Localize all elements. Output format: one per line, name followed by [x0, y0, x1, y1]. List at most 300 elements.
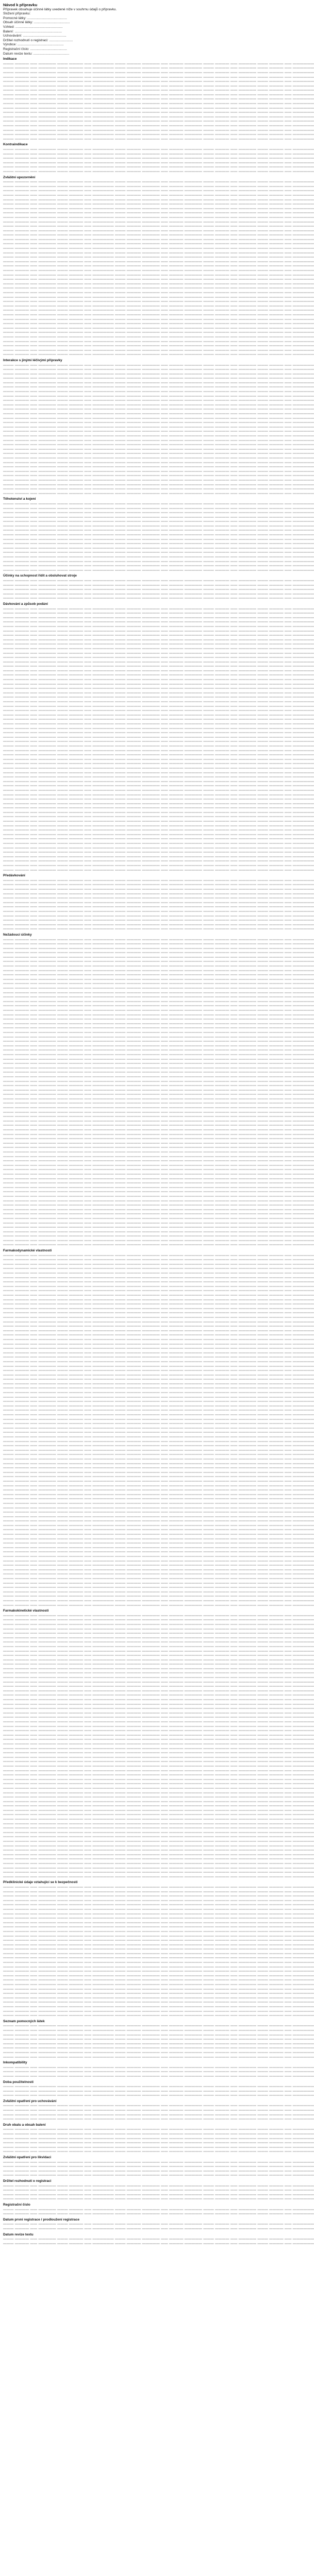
section-text-line: ▬▬▬ ▬▬▬▬ ▬▬ ▬▬▬▬▬ ▬▬▬ ▬▬▬▬ ▬▬ ▬▬▬▬▬▬ ▬▬▬ ▬▬▬▬ ▬▬▬▬▬ ▬▬ ▬▬▬▬ ▬▬▬▬▬ ▬▬▬ ▬▬▬▬ ▬▬ ▬▬▬▬▬ ▬▬▬ ▬▬▬▬ ▬▬ ▬▬▬▬▬▬ — [3, 66, 314, 70]
section-text-line: ▬▬▬ ▬▬▬▬ ▬▬ ▬▬▬▬▬ ▬▬▬ ▬▬▬▬ ▬▬ ▬▬▬▬▬▬ ▬▬▬ ▬▬▬▬ ▬▬▬▬▬ ▬▬ ▬▬▬▬ ▬▬▬▬▬ ▬▬▬ ▬▬▬▬ ▬▬ ▬▬▬▬▬ ▬▬▬ ▬▬▬▬ ▬▬ ▬▬▬▬▬▬ — [3, 713, 314, 717]
section-text-line: ▬▬▬ ▬▬▬▬ ▬▬ ▬▬▬▬▬ ▬▬▬ ▬▬▬▬ ▬▬ ▬▬▬▬▬▬ ▬▬▬ ▬▬▬▬ ▬▬▬▬▬ ▬▬ ▬▬▬▬ ▬▬▬▬▬ ▬▬▬ ▬▬▬▬ ▬▬ ▬▬▬▬▬ ▬▬▬ ▬▬▬▬ ▬▬ ▬▬▬▬▬▬ — [3, 1969, 314, 1973]
composition-line: Pomocné látky: .......................................... — [3, 16, 67, 20]
section-heading: Nežádoucí účinky — [3, 933, 32, 937]
section-text-line: ▬▬▬ ▬▬▬▬ ▬▬ ▬▬▬▬▬ ▬▬▬ ▬▬▬▬ ▬▬ ▬▬▬▬▬▬ ▬▬▬ ▬▬▬▬ ▬▬▬▬▬ ▬▬ ▬▬▬▬ ▬▬▬▬▬ ▬▬▬ ▬▬▬▬ ▬▬ ▬▬▬▬▬ ▬▬▬ ▬▬▬▬ ▬▬ ▬▬▬▬▬▬ — [3, 2084, 314, 2089]
section-text-line: ▬▬▬ ▬▬▬▬ ▬▬ ▬▬▬▬▬ ▬▬▬ ▬▬▬▬ ▬▬ ▬▬▬▬▬▬ ▬▬▬ ▬▬▬▬ ▬▬▬▬▬ ▬▬ ▬▬▬▬ ▬▬▬▬▬ ▬▬▬ ▬▬▬▬ ▬▬ ▬▬▬▬▬ ▬▬▬ ▬▬▬▬ ▬▬ ▬▬▬▬▬▬ — [3, 1421, 314, 1426]
intro-line: Přípravek obsahuje účinné látky uvedené níže v souhrnu údajů o přípravku. — [3, 7, 117, 11]
document-section — [3, 175, 314, 357]
section-text-line: ▬▬▬ ▬▬▬▬ ▬▬ ▬▬▬▬▬ ▬▬▬ ▬▬▬▬ ▬▬ ▬▬▬▬▬▬ ▬▬▬ ▬▬▬▬ ▬▬▬▬▬ ▬▬ ▬▬▬▬ ▬▬▬▬▬ ▬▬▬ ▬▬▬▬ ▬▬ ▬▬▬▬▬ ▬▬▬ ▬▬▬▬ ▬▬ ▬▬▬▬▬▬ — [3, 1768, 314, 1772]
section-text-line: ▬▬▬ ▬▬▬▬ ▬▬ ▬▬▬▬▬ ▬▬▬ ▬▬▬▬ ▬▬ ▬▬▬▬▬▬ ▬▬▬ ▬▬▬▬ ▬▬▬▬▬ ▬▬ ▬▬▬▬ ▬▬▬▬▬ ▬▬▬ ▬▬▬▬ ▬▬ ▬▬▬▬▬ ▬▬▬ ▬▬▬▬ ▬▬ ▬▬▬▬▬▬ — [3, 2183, 314, 2188]
section-text-line: ▬▬▬ ▬▬▬▬ ▬▬ ▬▬▬▬▬ ▬▬▬ ▬▬▬▬ ▬▬ ▬▬▬▬▬▬ ▬▬▬ ▬▬▬▬ ▬▬▬▬▬ ▬▬ ▬▬▬▬ ▬▬▬▬▬ ▬▬▬ ▬▬▬▬ ▬▬ ▬▬▬▬▬ ▬▬▬ ▬▬▬▬ ▬▬ ▬▬▬▬▬▬ — [3, 156, 314, 160]
section-text-line: ▬▬▬ ▬▬▬▬ ▬▬ ▬▬▬▬▬ ▬▬▬ ▬▬▬▬ ▬▬ ▬▬▬▬▬▬ ▬▬▬ ▬▬▬▬ ▬▬▬▬▬ ▬▬ ▬▬▬▬ ▬▬▬▬▬ ▬▬▬ ▬▬▬▬ ▬▬ ▬▬▬▬▬ ▬▬▬ ▬▬▬▬ ▬▬ ▬▬▬▬▬▬ — [3, 591, 314, 596]
section-text-line: ▬▬▬ ▬▬▬▬ ▬▬ ▬▬▬▬▬ ▬▬▬ ▬▬▬▬ ▬▬ ▬▬▬▬▬▬ ▬▬▬ ▬▬▬▬ ▬▬▬▬▬ ▬▬ ▬▬▬▬ ▬▬▬▬▬ ▬▬▬ ▬▬▬▬ ▬▬ ▬▬▬▬▬ ▬▬▬ ▬▬▬▬ ▬▬ ▬▬▬▬▬▬ — [3, 1364, 314, 1368]
section-text-line: ▬▬▬ ▬▬▬▬ ▬▬ ▬▬▬▬▬ ▬▬▬ ▬▬▬▬ ▬▬ ▬▬▬▬▬▬ ▬▬▬ ▬▬▬▬ ▬▬▬▬▬ ▬▬ ▬▬▬▬ ▬▬▬▬▬ ▬▬▬ ▬▬▬▬ ▬▬ ▬▬▬▬▬ ▬▬▬ ▬▬▬▬ ▬▬ ▬▬▬▬▬▬ — [3, 1759, 314, 1764]
section-heading: Druh obalu a obsah balení — [3, 2123, 46, 2127]
section-text-line: ▬▬▬ ▬▬▬▬ ▬▬ ▬▬▬▬▬ ▬▬▬ ▬▬▬▬ ▬▬ ▬▬▬▬▬▬ ▬▬▬ ▬▬▬▬ ▬▬▬▬▬ ▬▬ ▬▬▬▬ ▬▬▬▬▬ ▬▬▬ ▬▬▬▬ ▬▬ ▬▬▬▬▬ ▬▬▬ ▬▬▬▬ ▬▬ ▬▬▬▬▬▬ — [3, 184, 314, 188]
section-text-line: ▬▬▬ ▬▬▬▬ ▬▬ ▬▬▬▬▬ ▬▬▬ ▬▬▬▬ ▬▬ ▬▬▬▬▬▬ ▬▬▬ ▬▬▬▬ ▬▬▬▬▬ ▬▬ ▬▬▬▬ ▬▬▬▬▬ ▬▬▬ ▬▬▬▬ ▬▬ ▬▬▬▬▬ ▬▬▬ ▬▬▬▬ ▬▬ ▬▬▬▬▬▬ — [3, 169, 314, 173]
section-text-line: ▬▬▬ ▬▬▬▬ ▬▬ ▬▬▬▬▬ ▬▬▬ ▬▬▬▬ ▬▬ ▬▬▬▬▬▬ ▬▬▬ ▬▬▬▬ ▬▬▬▬▬ ▬▬ ▬▬▬▬ ▬▬▬▬▬ ▬▬▬ ▬▬▬▬ ▬▬ ▬▬▬▬▬ ▬▬▬ ▬▬▬▬ ▬▬ ▬▬▬▬▬▬ — [3, 1688, 314, 1692]
section-text-line: ▬▬▬ ▬▬▬▬ ▬▬ ▬▬▬▬▬ ▬▬▬ ▬▬▬▬ ▬▬ ▬▬▬▬▬▬ ▬▬▬ ▬▬▬▬ ▬▬▬▬▬ ▬▬ ▬▬▬▬ ▬▬▬▬▬ ▬▬▬ ▬▬▬▬ ▬▬ ▬▬▬▬▬ ▬▬▬ ▬▬▬▬ ▬▬ ▬▬▬▬▬▬ — [3, 779, 314, 783]
section-text-line: ▬▬▬ ▬▬▬▬ ▬▬ ▬▬▬▬▬ ▬▬▬ ▬▬▬▬ ▬▬ ▬▬▬▬▬▬ ▬▬▬ ▬▬▬▬ ▬▬▬▬▬ ▬▬ ▬▬▬▬ ▬▬▬▬▬ ▬▬▬ ▬▬▬▬ ▬▬ ▬▬▬▬▬ ▬▬▬ ▬▬▬▬ ▬▬ ▬▬▬▬▬▬ — [3, 1505, 314, 1510]
section-text-line: ▬▬▬ ▬▬▬▬ ▬▬ ▬▬▬▬▬ ▬▬▬ ▬▬▬▬ ▬▬ ▬▬▬▬▬▬ ▬▬▬ ▬▬▬▬ ▬▬▬▬▬ ▬▬ ▬▬▬▬ ▬▬▬▬▬ ▬▬▬ ▬▬▬▬ ▬▬ ▬▬▬▬▬ ▬▬▬ ▬▬▬▬ ▬▬ ▬▬▬▬▬▬ — [3, 1004, 314, 1008]
section-text-line: ▬▬▬ ▬▬▬▬ ▬▬ ▬▬▬▬▬ ▬▬▬ ▬▬▬▬ ▬▬ ▬▬▬▬▬▬ ▬▬▬ ▬▬▬▬ ▬▬▬▬▬ ▬▬ ▬▬▬▬ ▬▬▬▬▬ ▬▬▬ ▬▬▬▬ ▬▬ ▬▬▬▬▬ ▬▬▬ ▬▬▬▬ ▬▬ ▬▬▬▬▬▬ — [3, 1439, 314, 1443]
document-section — [3, 2123, 314, 2154]
section-text-line: ▬▬▬ ▬▬▬▬ ▬▬ ▬▬▬▬▬ ▬▬▬ ▬▬▬▬ ▬▬ ▬▬▬▬▬▬ ▬▬▬ ▬▬▬▬ ▬▬▬▬▬ ▬▬ ▬▬▬▬ ▬▬▬▬▬ ▬▬▬ ▬▬▬▬ ▬▬ ▬▬▬▬▬ ▬▬▬ ▬▬▬▬ ▬▬ ▬▬▬▬▬▬ — [3, 1470, 314, 1474]
section-text-line: ▬▬▬ ▬▬▬▬ ▬▬ ▬▬▬▬▬ ▬▬▬ ▬▬▬▬ ▬▬ ▬▬▬▬▬▬ ▬▬▬ ▬▬▬▬ ▬▬▬▬▬ ▬▬ ▬▬▬▬ ▬▬▬▬▬ ▬▬▬ ▬▬▬▬ ▬▬ ▬▬▬▬▬ ▬▬▬ ▬▬▬▬ ▬▬ ▬▬▬▬▬▬ — [3, 2009, 314, 2013]
section-text-line: ▬▬▬ ▬▬▬▬ ▬▬ ▬▬▬▬▬ ▬▬▬ ▬▬▬▬ ▬▬ ▬▬▬▬▬▬ ▬▬▬ ▬▬▬▬ ▬▬▬▬▬ ▬▬ ▬▬▬▬ ▬▬▬▬▬ ▬▬▬ ▬▬▬▬ ▬▬ ▬▬▬▬▬ ▬▬▬ ▬▬▬▬ ▬▬ ▬▬▬▬▬▬ — [3, 624, 314, 628]
section-text-line: ▬▬▬ ▬▬▬▬ ▬▬ ▬▬▬▬▬ ▬▬▬ ▬▬▬▬ ▬▬ ▬▬▬▬▬▬ ▬▬▬ ▬▬▬▬ ▬▬▬▬▬ ▬▬ ▬▬▬▬ ▬▬▬▬▬ ▬▬▬ ▬▬▬▬ ▬▬ ▬▬▬▬▬ ▬▬▬ ▬▬▬▬ ▬▬ ▬▬▬▬▬▬ — [3, 1528, 314, 1532]
section-text-line: ▬▬▬ ▬▬▬▬ ▬▬ ▬▬▬▬▬ ▬▬▬ ▬▬▬▬ ▬▬ ▬▬▬▬▬▬ ▬▬▬ ▬▬▬▬ ▬▬▬▬▬ ▬▬ ▬▬▬▬ ▬▬▬▬▬ ▬▬▬ ▬▬▬▬ ▬▬ ▬▬▬▬▬ ▬▬▬ ▬▬▬▬ ▬▬ ▬▬▬▬▬▬ — [3, 523, 314, 528]
section-text-line: ▬▬▬ ▬▬▬▬ ▬▬ ▬▬▬▬▬ ▬▬▬ ▬▬▬▬ ▬▬ ▬▬▬▬▬▬ ▬▬▬ ▬▬▬▬ ▬▬▬▬▬ ▬▬ ▬▬▬▬ ▬▬▬▬▬ ▬▬▬ ▬▬▬▬ ▬▬ ▬▬▬▬▬ ▬▬▬ ▬▬▬▬ ▬▬ ▬▬▬▬▬▬ — [3, 1510, 314, 1514]
section-text-line: ▬▬▬ ▬▬▬▬ ▬▬ ▬▬▬▬▬ ▬▬▬ ▬▬▬▬ ▬▬ ▬▬▬▬▬▬ ▬▬▬ ▬▬▬▬ ▬▬▬▬▬ ▬▬ ▬▬▬▬ ▬▬▬▬▬ ▬▬▬ ▬▬▬▬ ▬▬ ▬▬▬▬▬ ▬▬▬ ▬▬▬▬ ▬▬ ▬▬▬▬▬▬ — [3, 473, 314, 478]
section-text-line: ▬▬▬ ▬▬▬▬ ▬▬ ▬▬▬▬▬ ▬▬▬ ▬▬▬▬ ▬▬ ▬▬▬▬▬▬ ▬▬▬ ▬▬▬▬ ▬▬▬▬▬ ▬▬ ▬▬▬▬ ▬▬▬▬▬ ▬▬▬ ▬▬▬▬ ▬▬ ▬▬▬▬▬ ▬▬▬ ▬▬▬▬ ▬▬ ▬▬▬▬▬▬ — [3, 1234, 314, 1238]
section-text-line: ▬▬▬ ▬▬▬▬ ▬▬ ▬▬▬▬▬ ▬▬▬ ▬▬▬▬ ▬▬ ▬▬▬▬▬▬ ▬▬▬ ▬▬▬▬ ▬▬▬▬▬ ▬▬ ▬▬▬▬ ▬▬▬▬▬ ▬▬▬ ▬▬▬▬ ▬▬ ▬▬▬▬▬ ▬▬▬ ▬▬▬▬ ▬▬ ▬▬▬▬▬▬ — [3, 731, 314, 735]
section-text-line: ▬▬▬ ▬▬▬▬ ▬▬ ▬▬▬▬▬ ▬▬▬ ▬▬▬▬ ▬▬ ▬▬▬▬▬▬ ▬▬▬ ▬▬▬▬ ▬▬▬▬▬ ▬▬ ▬▬▬▬ ▬▬▬▬▬ ▬▬▬ ▬▬▬▬ ▬▬ ▬▬▬▬▬ ▬▬▬ ▬▬▬▬ ▬▬ ▬▬▬▬▬▬ — [3, 1198, 314, 1202]
section-text-line: ▬▬▬ ▬▬▬▬ ▬▬ ▬▬▬▬▬ ▬▬▬ ▬▬▬▬ ▬▬ ▬▬▬▬▬▬ ▬▬▬ ▬▬▬▬ ▬▬▬▬▬ ▬▬ ▬▬▬▬ ▬▬▬▬▬ ▬▬▬ ▬▬▬▬ ▬▬ ▬▬▬▬▬ ▬▬▬ ▬▬▬▬ ▬▬ ▬▬▬▬▬▬ — [3, 352, 314, 357]
section-text-line: ▬▬▬ ▬▬▬▬ ▬▬ ▬▬▬▬▬ ▬▬▬ ▬▬▬▬ ▬▬ ▬▬▬▬▬▬ ▬▬▬ ▬▬▬▬ ▬▬▬▬▬ ▬▬ ▬▬▬▬ ▬▬▬▬▬ ▬▬▬ ▬▬▬▬ ▬▬ ▬▬▬▬▬ ▬▬▬ ▬▬▬▬ ▬▬ ▬▬▬▬▬▬ — [3, 905, 314, 909]
section-text-line: ▬▬▬ ▬▬▬▬ ▬▬ ▬▬▬▬▬ ▬▬▬ ▬▬▬▬ ▬▬ ▬▬▬▬▬▬ ▬▬▬ ▬▬▬▬ ▬▬▬▬▬ ▬▬ ▬▬▬▬ ▬▬▬▬▬ ▬▬▬ ▬▬▬▬ ▬▬ ▬▬▬▬▬ ▬▬▬ ▬▬▬▬ ▬▬ ▬▬▬▬▬▬ — [3, 1536, 314, 1540]
section-text-line: ▬▬▬ ▬▬▬▬ ▬▬ ▬▬▬▬▬ ▬▬▬ ▬▬▬▬ ▬▬ ▬▬▬▬▬▬ ▬▬▬ ▬▬▬▬ ▬▬▬▬▬ ▬▬ ▬▬▬▬ ▬▬▬▬▬ ▬▬▬ ▬▬▬▬ ▬▬ ▬▬▬▬▬ ▬▬▬ ▬▬▬▬ ▬▬ ▬▬▬▬▬▬ — [3, 2241, 314, 2245]
composition-line: Obsah účinné látky: ...................................... — [3, 21, 70, 25]
section-text-line: ▬▬▬ ▬▬▬▬ ▬▬ ▬▬▬▬▬ ▬▬▬ ▬▬▬▬ ▬▬ ▬▬▬▬▬▬ ▬▬▬ ▬▬▬▬ ▬▬▬▬▬ ▬▬ ▬▬▬▬ ▬▬▬▬▬ ▬▬▬ ▬▬▬▬ ▬▬ ▬▬▬▬▬ ▬▬▬ ▬▬▬▬ ▬▬ ▬▬▬▬▬▬ — [3, 579, 314, 582]
section-text-line: ▬▬▬ ▬▬▬▬ ▬▬ ▬▬▬▬▬ ▬▬▬ ▬▬▬▬ ▬▬ ▬▬▬▬▬▬ ▬▬▬ ▬▬▬▬ ▬▬▬▬▬ ▬▬ ▬▬▬▬ ▬▬▬▬▬ ▬▬▬ ▬▬▬▬ ▬▬ ▬▬▬▬▬ ▬▬▬ ▬▬▬▬ ▬▬ ▬▬▬▬▬▬ — [3, 299, 314, 303]
section-text-line: ▬▬▬ ▬▬▬▬ ▬▬ ▬▬▬▬▬ ▬▬▬ ▬▬▬▬ ▬▬ ▬▬▬▬▬▬ ▬▬▬ ▬▬▬▬ ▬▬▬▬▬ ▬▬ ▬▬▬▬ ▬▬▬▬▬ ▬▬▬ ▬▬▬▬ ▬▬ ▬▬▬▬▬ ▬▬▬ ▬▬▬▬ ▬▬ ▬▬▬▬▬▬ — [3, 2197, 314, 2201]
section-text-line: ▬▬▬ ▬▬▬▬ ▬▬ ▬▬▬▬▬ ▬▬▬ ▬▬▬▬ ▬▬ ▬▬▬▬▬▬ ▬▬▬ ▬▬▬▬ ▬▬▬▬▬ ▬▬ ▬▬▬▬ ▬▬▬▬▬ ▬▬▬ ▬▬▬▬ ▬▬ ▬▬▬▬▬ ▬▬▬ ▬▬▬▬ ▬▬ ▬▬▬▬▬▬ — [3, 2074, 314, 2078]
section-text-line: ▬▬▬ ▬▬▬▬ ▬▬ ▬▬▬▬▬ ▬▬▬ ▬▬▬▬ ▬▬ ▬▬▬▬▬▬ ▬▬▬ ▬▬▬▬ ▬▬▬▬▬ ▬▬ ▬▬▬▬ ▬▬▬▬▬ ▬▬▬ ▬▬▬▬ ▬▬ ▬▬▬▬▬ ▬▬▬ ▬▬▬▬ ▬▬ ▬▬▬▬▬▬ — [3, 1585, 314, 1589]
section-text-line: ▬▬▬ ▬▬▬▬ ▬▬ ▬▬▬▬▬ ▬▬▬ ▬▬▬▬ ▬▬ ▬▬▬▬▬▬ ▬▬▬ ▬▬▬▬ ▬▬▬▬▬ ▬▬ ▬▬▬▬ ▬▬▬▬▬ ▬▬▬ ▬▬▬▬ ▬▬ ▬▬▬▬▬ ▬▬▬ ▬▬▬▬ ▬▬ ▬▬▬▬▬▬ — [3, 1786, 314, 1790]
section-text-line: ▬▬▬ ▬▬▬▬ ▬▬ ▬▬▬▬▬ ▬▬▬ ▬▬▬▬ ▬▬ ▬▬▬▬▬▬ ▬▬▬ ▬▬▬▬ ▬▬▬▬▬ ▬▬ ▬▬▬▬ ▬▬▬▬▬ ▬▬▬ ▬▬▬▬ ▬▬ ▬▬▬▬▬ ▬▬▬ ▬▬▬▬ ▬▬ ▬▬▬▬▬▬ — [3, 1644, 314, 1648]
section-text-line: ▬▬▬ ▬▬▬▬ ▬▬ ▬▬▬▬▬ ▬▬▬ ▬▬▬▬ ▬▬ ▬▬▬▬▬▬ ▬▬▬ ▬▬▬▬ ▬▬▬▬▬ ▬▬ ▬▬▬▬ ▬▬▬▬▬ ▬▬▬ ▬▬▬▬ ▬▬ ▬▬▬▬▬ ▬▬▬ ▬▬▬▬ ▬▬ ▬▬▬▬▬▬ — [3, 1821, 314, 1825]
section-heading: Datum první registrace / prodloužení registrace — [3, 2217, 80, 2222]
section-text-line: ▬▬▬ ▬▬▬▬ ▬▬ ▬▬▬▬▬ ▬▬▬ ▬▬▬▬ ▬▬ ▬▬▬▬▬▬ ▬▬▬ ▬▬▬▬ ▬▬▬▬▬ ▬▬ ▬▬▬▬ ▬▬▬▬▬ ▬▬▬ ▬▬▬▬ ▬▬ ▬▬▬▬▬ ▬▬▬ ▬▬▬▬ ▬▬ ▬▬▬▬▬▬ — [3, 568, 314, 572]
section-text-line: ▬▬▬ ▬▬▬▬ ▬▬ ▬▬▬▬▬ ▬▬▬ ▬▬▬▬ ▬▬ ▬▬▬▬▬▬ ▬▬▬ ▬▬▬▬ ▬▬▬▬▬ ▬▬ ▬▬▬▬ ▬▬▬▬▬ ▬▬▬ ▬▬▬▬ ▬▬ ▬▬▬▬▬ ▬▬▬ ▬▬▬▬ ▬▬ ▬▬▬▬▬▬ — [3, 1934, 314, 1938]
section-text-line: ▬▬▬ ▬▬▬▬ ▬▬ ▬▬▬▬▬ ▬▬▬ ▬▬▬▬ ▬▬ ▬▬▬▬▬▬ ▬▬▬ ▬▬▬▬ ▬▬▬▬▬ ▬▬ ▬▬▬▬ ▬▬▬▬▬ ▬▬▬ ▬▬▬▬ ▬▬ ▬▬▬▬▬ ▬▬▬ ▬▬▬▬ ▬▬ ▬▬▬▬▬▬ — [3, 2050, 314, 2054]
section-text-line: ▬▬▬ ▬▬▬▬ ▬▬ ▬▬▬▬▬ ▬▬▬ ▬▬▬▬ ▬▬ ▬▬▬▬▬▬ ▬▬▬ ▬▬▬▬ ▬▬▬▬▬ ▬▬ ▬▬▬▬ ▬▬▬▬▬ ▬▬▬ ▬▬▬▬ ▬▬ ▬▬▬▬▬ ▬▬▬ ▬▬▬▬ ▬▬ ▬▬▬▬▬▬ — [3, 2013, 314, 2018]
section-text-line: ▬▬▬ ▬▬▬▬ ▬▬ ▬▬▬▬▬ ▬▬▬ ▬▬▬▬ ▬▬ ▬▬▬▬▬▬ ▬▬▬ ▬▬▬▬ ▬▬▬▬▬ ▬▬ ▬▬▬▬ ▬▬▬▬▬ ▬▬▬ ▬▬▬▬ ▬▬ ▬▬▬▬▬ ▬▬▬ ▬▬▬▬ ▬▬ ▬▬▬▬▬▬ — [3, 1653, 314, 1657]
section-text-line: ▬▬▬ ▬▬▬▬ ▬▬ ▬▬▬▬▬ ▬▬▬ ▬▬▬▬ ▬▬ ▬▬▬▬▬▬ ▬▬▬ ▬▬▬▬ ▬▬▬▬▬ ▬▬ ▬▬▬▬ ▬▬▬▬▬ ▬▬▬ ▬▬▬▬ ▬▬ ▬▬▬▬▬ ▬▬▬ ▬▬▬▬ ▬▬ ▬▬▬▬▬▬ — [3, 110, 314, 114]
section-text-line: ▬▬▬ ▬▬▬▬ ▬▬ ▬▬▬▬▬ ▬▬▬ ▬▬▬▬ ▬▬ ▬▬▬▬▬▬ ▬▬▬ ▬▬▬▬ ▬▬▬▬▬ ▬▬ ▬▬▬▬ ▬▬▬▬▬ ▬▬▬ ▬▬▬▬ ▬▬ ▬▬▬▬▬ ▬▬▬ ▬▬▬▬ ▬▬ ▬▬▬▬▬▬ — [3, 92, 314, 96]
section-text-line: ▬▬▬ ▬▬▬▬ ▬▬ ▬▬▬▬▬ ▬▬▬ ▬▬▬▬ ▬▬ ▬▬▬▬▬▬ ▬▬▬ ▬▬▬▬ ▬▬▬▬▬ ▬▬ ▬▬▬▬ ▬▬▬▬▬ ▬▬▬ ▬▬▬▬ ▬▬ ▬▬▬▬▬ ▬▬▬ ▬▬▬▬ ▬▬ ▬▬▬▬▬▬ — [3, 2112, 314, 2116]
section-text-line: ▬▬▬ ▬▬▬▬ ▬▬ ▬▬▬▬▬ ▬▬▬ ▬▬▬▬ ▬▬ ▬▬▬▬▬▬ ▬▬▬ ▬▬▬▬ ▬▬▬▬▬ ▬▬ ▬▬▬▬ ▬▬▬▬▬ ▬▬▬ ▬▬▬▬ ▬▬ ▬▬▬▬▬ ▬▬▬ ▬▬▬▬ ▬▬ ▬▬▬▬▬▬ — [3, 959, 314, 963]
section-text-line: ▬▬▬ ▬▬▬▬ ▬▬ ▬▬▬▬▬ ▬▬▬ ▬▬▬▬ ▬▬ ▬▬▬▬▬▬ ▬▬▬ ▬▬▬▬ ▬▬▬▬▬ ▬▬ ▬▬▬▬ ▬▬▬▬▬ ▬▬▬ ▬▬▬▬ ▬▬ ▬▬▬▬▬ ▬▬▬ ▬▬▬▬ ▬▬ ▬▬▬▬▬▬ — [3, 1554, 314, 1558]
section-text-line: ▬▬▬ ▬▬▬▬ ▬▬ ▬▬▬▬▬ ▬▬▬ ▬▬▬▬ ▬▬ ▬▬▬▬▬▬ ▬▬▬ ▬▬▬▬ ▬▬▬▬▬ ▬▬ ▬▬▬▬ ▬▬▬▬▬ ▬▬▬ ▬▬▬▬ ▬▬ ▬▬▬▬▬ ▬▬▬ ▬▬▬▬ ▬▬ ▬▬▬▬▬▬ — [3, 1874, 314, 1878]
section-text-line: ▬▬▬ ▬▬▬▬ ▬▬ ▬▬▬▬▬ ▬▬▬ ▬▬▬▬ ▬▬ ▬▬▬▬▬▬ ▬▬▬ ▬▬▬▬ ▬▬▬▬▬ ▬▬ ▬▬▬▬ ▬▬▬▬▬ ▬▬▬ ▬▬▬▬ ▬▬ ▬▬▬▬▬ ▬▬▬ ▬▬▬▬ ▬▬ ▬▬▬▬▬▬ — [3, 202, 314, 206]
section-text-line: ▬▬▬ ▬▬▬▬ ▬▬ ▬▬▬▬▬ ▬▬▬ ▬▬▬▬ ▬▬ ▬▬▬▬▬▬ ▬▬▬ ▬▬▬▬ ▬▬▬▬▬ ▬▬ ▬▬▬▬ ▬▬▬▬▬ ▬▬▬ ▬▬▬▬ ▬▬ ▬▬▬▬▬ ▬▬▬ ▬▬▬▬ ▬▬ ▬▬▬▬▬▬ — [3, 986, 314, 990]
section-text-line: ▬▬▬ ▬▬▬▬ ▬▬ ▬▬▬▬▬ ▬▬▬ ▬▬▬▬ ▬▬ ▬▬▬▬▬▬ ▬▬▬ ▬▬▬▬ ▬▬▬▬▬ ▬▬ ▬▬▬▬ ▬▬▬▬▬ ▬▬▬ ▬▬▬▬ ▬▬ ▬▬▬▬▬ ▬▬▬ ▬▬▬▬ ▬▬ ▬▬▬▬▬▬ — [3, 1083, 314, 1088]
section-text-line: ▬▬▬ ▬▬▬▬ ▬▬ ▬▬▬▬▬ ▬▬▬ ▬▬▬▬ ▬▬ ▬▬▬▬▬▬ ▬▬▬ ▬▬▬▬ ▬▬▬▬▬ ▬▬ ▬▬▬▬ ▬▬▬▬▬ ▬▬▬ ▬▬▬▬ ▬▬ ▬▬▬▬▬ ▬▬▬ ▬▬▬▬ ▬▬ ▬▬▬▬▬▬ — [3, 801, 314, 805]
section-text-line: ▬▬▬ ▬▬▬▬ ▬▬ ▬▬▬▬▬ ▬▬▬ ▬▬▬▬ ▬▬ ▬▬▬▬▬▬ ▬▬▬ ▬▬▬▬ ▬▬▬▬▬ ▬▬ ▬▬▬▬ ▬▬▬▬▬ ▬▬▬ ▬▬▬▬ ▬▬ ▬▬▬▬▬ ▬▬▬ ▬▬▬▬ ▬▬ ▬▬▬▬▬▬ — [3, 1706, 314, 1710]
section-text-line: ▬▬▬ ▬▬▬▬ ▬▬ ▬▬▬▬▬ ▬▬▬ ▬▬▬▬ ▬▬ ▬▬▬▬▬▬ ▬▬▬ ▬▬▬▬ ▬▬▬▬▬ ▬▬ ▬▬▬▬ ▬▬▬▬▬ ▬▬▬ ▬▬▬▬ ▬▬ ▬▬▬▬▬ ▬▬▬ ▬▬▬▬ ▬▬ ▬▬▬▬▬▬ — [3, 1381, 314, 1385]
section-text-line: ▬▬▬ ▬▬▬▬ ▬▬ ▬▬▬▬▬ ▬▬▬ ▬▬▬▬ ▬▬ ▬▬▬▬▬▬ ▬▬▬ ▬▬▬▬ ▬▬▬▬▬ ▬▬ ▬▬▬▬ ▬▬▬▬▬ ▬▬▬ ▬▬▬▬ ▬▬ ▬▬▬▬▬ ▬▬▬ ▬▬▬▬ ▬▬ ▬▬▬▬▬▬ — [3, 743, 314, 748]
section-text-line: ▬▬▬ ▬▬▬▬ ▬▬ ▬▬▬▬▬ ▬▬▬ ▬▬▬▬ ▬▬ ▬▬▬▬▬▬ ▬▬▬ ▬▬▬▬ ▬▬▬▬▬ ▬▬ ▬▬▬▬ ▬▬▬▬▬ ▬▬▬ ▬▬▬▬ ▬▬ ▬▬▬▬▬ ▬▬▬ ▬▬▬▬ ▬▬ ▬▬▬▬▬▬ — [3, 1319, 314, 1324]
section-text-line: ▬▬▬ ▬▬▬▬ ▬▬ ▬▬▬▬▬ ▬▬▬ ▬▬▬▬ ▬▬ ▬▬▬▬▬▬ ▬▬▬ ▬▬▬▬ ▬▬▬▬▬ ▬▬ ▬▬▬▬ ▬▬▬▬▬ ▬▬▬ ▬▬▬▬ ▬▬ ▬▬▬▬▬ ▬▬▬ ▬▬▬▬ ▬▬ ▬▬▬▬▬▬ — [3, 268, 314, 273]
section-text-line: ▬▬▬ ▬▬▬▬ ▬▬ ▬▬▬▬▬ ▬▬▬ ▬▬▬▬ ▬▬ ▬▬▬▬▬▬ ▬▬▬ ▬▬▬▬ ▬▬▬▬▬ ▬▬ ▬▬▬▬ ▬▬▬▬▬ ▬▬▬ ▬▬▬▬ ▬▬ ▬▬▬▬▬ ▬▬▬ ▬▬▬▬ ▬▬ ▬▬▬▬▬▬ — [3, 1452, 314, 1456]
section-text-line: ▬▬▬ ▬▬▬▬ ▬▬ ▬▬▬▬▬ ▬▬▬ ▬▬▬▬ ▬▬ ▬▬▬▬▬▬ ▬▬▬ ▬▬▬▬ ▬▬▬▬▬ ▬▬ ▬▬▬▬ ▬▬▬▬▬ ▬▬▬ ▬▬▬▬ ▬▬ ▬▬▬▬▬ ▬▬▬ ▬▬▬▬ ▬▬ ▬▬▬▬▬▬ — [3, 770, 314, 774]
section-text-line: ▬▬▬ ▬▬▬▬ ▬▬ ▬▬▬▬▬ ▬▬▬ ▬▬▬▬ ▬▬ ▬▬▬▬▬▬ ▬▬▬ ▬▬▬▬ ▬▬▬▬▬ ▬▬ ▬▬▬▬ ▬▬▬▬▬ ▬▬▬ ▬▬▬▬ ▬▬ ▬▬▬▬▬ ▬▬▬ ▬▬▬▬ ▬▬ ▬▬▬▬▬▬ — [3, 1795, 314, 1799]
section-text-line: ▬▬▬ ▬▬▬▬ ▬▬ ▬▬▬▬▬ ▬▬▬ ▬▬▬▬ ▬▬ ▬▬▬▬▬▬ ▬▬▬ ▬▬▬▬ ▬▬▬▬▬ ▬▬ ▬▬▬▬ ▬▬▬▬▬ ▬▬▬ ▬▬▬▬ ▬▬ ▬▬▬▬▬ ▬▬▬ ▬▬▬▬ ▬▬ ▬▬▬▬▬▬ — [3, 1733, 314, 1737]
section-text-line: ▬▬▬ ▬▬▬▬ ▬▬ ▬▬▬▬▬ ▬▬▬ ▬▬▬▬ ▬▬ ▬▬▬▬▬▬ ▬▬▬ ▬▬▬▬ ▬▬▬▬▬ ▬▬ ▬▬▬▬ ▬▬▬▬▬ ▬▬▬ ▬▬▬▬ ▬▬ ▬▬▬▬▬ ▬▬▬ ▬▬▬▬ ▬▬ ▬▬▬▬▬▬ — [3, 2005, 314, 2008]
section-text-line: ▬▬▬ ▬▬▬▬ ▬▬ ▬▬▬▬▬ ▬▬▬ ▬▬▬▬ ▬▬ ▬▬▬▬▬▬ ▬▬▬ ▬▬▬▬ ▬▬▬▬▬ ▬▬ ▬▬▬▬ ▬▬▬▬▬ ▬▬▬ ▬▬▬▬ ▬▬ ▬▬▬▬▬ ▬▬▬ ▬▬▬▬ ▬▬ ▬▬▬▬▬▬ — [3, 1306, 314, 1310]
section-text-line: ▬▬▬ ▬▬▬▬ ▬▬ ▬▬▬▬▬ ▬▬▬ ▬▬▬▬ ▬▬ ▬▬▬▬▬▬ ▬▬▬ ▬▬▬▬ ▬▬▬▬▬ ▬▬ ▬▬▬▬ ▬▬▬▬▬ ▬▬▬ ▬▬▬▬ ▬▬ ▬▬▬▬▬ ▬▬▬ ▬▬▬▬ ▬▬ ▬▬▬▬▬▬ — [3, 1483, 314, 1487]
section-text-line: ▬▬▬ ▬▬▬▬ ▬▬ ▬▬▬▬▬ ▬▬▬ ▬▬▬▬ ▬▬ ▬▬▬▬▬▬ ▬▬▬ ▬▬▬▬ ▬▬▬▬▬ ▬▬ ▬▬▬▬ ▬▬▬▬▬ ▬▬▬ ▬▬▬▬ ▬▬ ▬▬▬▬▬ ▬▬▬ ▬▬▬▬ ▬▬ ▬▬▬▬▬▬ — [3, 1671, 314, 1675]
section-text-line: ▬▬▬ ▬▬▬▬ ▬▬ ▬▬▬▬▬ ▬▬▬ ▬▬▬▬ ▬▬ ▬▬▬▬▬▬ ▬▬▬ ▬▬▬▬ ▬▬▬▬▬ ▬▬ ▬▬▬▬ ▬▬▬▬▬ ▬▬▬ ▬▬▬▬ ▬▬ ▬▬▬▬▬ ▬▬▬ ▬▬▬▬ ▬▬ ▬▬▬▬▬▬ — [3, 981, 314, 986]
section-text-line: ▬▬▬ ▬▬▬▬ ▬▬ ▬▬▬▬▬ ▬▬▬ ▬▬▬▬ ▬▬ ▬▬▬▬▬▬ ▬▬▬ ▬▬▬▬ ▬▬▬▬▬ ▬▬ ▬▬▬▬ ▬▬▬▬▬ ▬▬▬ ▬▬▬▬ ▬▬ ▬▬▬▬▬ ▬▬▬ ▬▬▬▬ ▬▬ ▬▬▬▬▬▬ — [3, 668, 314, 672]
section-text-line: ▬▬▬ ▬▬▬▬ ▬▬ ▬▬▬▬▬ ▬▬▬ ▬▬▬▬ ▬▬ ▬▬▬▬▬▬ ▬▬▬ ▬▬▬▬ ▬▬▬▬▬ ▬▬ ▬▬▬▬ ▬▬▬▬▬ ▬▬▬ ▬▬▬▬ ▬▬ ▬▬▬▬▬ ▬▬▬ ▬▬▬▬ ▬▬ ▬▬▬▬▬▬ — [3, 255, 314, 259]
section-heading: Těhotenství a kojení — [3, 497, 36, 501]
section-text-line: ▬▬▬ ▬▬▬▬ ▬▬ ▬▬▬▬▬ ▬▬▬ ▬▬▬▬ ▬▬ ▬▬▬▬▬▬ ▬▬▬ ▬▬▬▬ ▬▬▬▬▬ ▬▬ ▬▬▬▬ ▬▬▬▬▬ ▬▬▬ ▬▬▬▬ ▬▬ ▬▬▬▬▬ ▬▬▬ ▬▬▬▬ ▬▬ ▬▬▬▬▬▬ — [3, 1342, 314, 1346]
section-text-line: ▬▬▬ ▬▬▬▬ ▬▬ ▬▬▬▬▬ ▬▬▬ ▬▬▬▬ ▬▬ ▬▬▬▬▬▬ ▬▬▬ ▬▬▬▬ ▬▬▬▬▬ ▬▬ ▬▬▬▬ ▬▬▬▬▬ ▬▬▬ ▬▬▬▬ ▬▬ ▬▬▬▬▬ ▬▬▬ ▬▬▬▬ ▬▬ ▬▬▬▬▬▬ — [3, 460, 314, 464]
section-text-line: ▬▬▬ ▬▬▬▬ ▬▬ ▬▬▬▬▬ ▬▬▬ ▬▬▬▬ ▬▬ ▬▬▬▬▬▬ ▬▬▬ ▬▬▬▬ ▬▬▬▬▬ ▬▬ ▬▬▬▬ ▬▬▬▬▬ ▬▬▬ ▬▬▬▬ ▬▬ ▬▬▬▬▬ ▬▬▬ ▬▬▬▬ ▬▬ ▬▬▬▬▬▬ — [3, 841, 314, 845]
section-text-line: ▬▬▬ ▬▬▬▬ ▬▬ ▬▬▬▬▬ ▬▬▬ ▬▬▬▬ ▬▬ ▬▬▬▬▬▬ ▬▬▬ ▬▬▬▬ ▬▬▬▬▬ ▬▬ ▬▬▬▬ ▬▬▬▬▬ ▬▬▬ ▬▬▬▬ ▬▬ ▬▬▬▬▬ ▬▬▬ ▬▬▬▬ ▬▬ ▬▬▬▬▬▬ — [3, 398, 314, 402]
section-text-line: ▬▬▬ ▬▬▬▬ ▬▬ ▬▬▬▬▬ ▬▬▬ ▬▬▬▬ ▬▬ ▬▬▬▬▬▬ ▬▬▬ ▬▬▬▬ ▬▬▬▬▬ ▬▬ ▬▬▬▬ ▬▬▬▬▬ ▬▬▬ ▬▬▬▬ ▬▬ ▬▬▬▬▬ ▬▬▬ ▬▬▬▬ ▬▬ ▬▬▬▬▬▬ — [3, 1461, 314, 1465]
section-text-line: ▬▬▬ ▬▬▬▬ ▬▬ ▬▬▬▬▬ ▬▬▬ ▬▬▬▬ ▬▬ ▬▬▬▬▬▬ ▬▬▬ ▬▬▬▬ ▬▬▬▬▬ ▬▬ ▬▬▬▬ ▬▬▬▬▬ ▬▬▬ ▬▬▬▬ ▬▬ ▬▬▬▬▬ ▬▬▬ ▬▬▬▬ ▬▬ ▬▬▬▬▬▬ — [3, 1488, 314, 1492]
section-text-line: ▬▬▬ ▬▬▬▬ ▬▬ ▬▬▬▬▬ ▬▬▬ ▬▬▬▬ ▬▬ ▬▬▬▬▬▬ ▬▬▬ ▬▬▬▬ ▬▬▬▬▬ ▬▬ ▬▬▬▬ ▬▬▬▬▬ ▬▬▬ ▬▬▬▬ ▬▬ ▬▬▬▬▬ ▬▬▬ ▬▬▬▬ ▬▬ ▬▬▬▬▬▬ — [3, 1430, 314, 1434]
section-text-line: ▬▬▬ ▬▬▬▬ ▬▬ ▬▬▬▬▬ ▬▬▬ ▬▬▬▬ ▬▬ ▬▬▬▬▬▬ ▬▬▬ ▬▬▬▬ ▬▬▬▬▬ ▬▬ ▬▬▬▬ ▬▬▬▬▬ ▬▬▬ ▬▬▬▬ ▬▬ ▬▬▬▬▬ ▬▬▬ ▬▬▬▬ ▬▬ ▬▬▬▬▬▬ — [3, 371, 314, 376]
section-text-line: ▬▬▬ ▬▬▬▬ ▬▬ ▬▬▬▬▬ ▬▬▬ ▬▬▬▬ ▬▬ ▬▬▬▬▬▬ ▬▬▬ ▬▬▬▬ ▬▬▬▬▬ ▬▬ ▬▬▬▬ ▬▬▬▬▬ ▬▬▬ ▬▬▬▬ ▬▬ ▬▬▬▬▬ ▬▬▬ ▬▬▬▬ ▬▬ ▬▬▬▬▬▬ — [3, 344, 314, 348]
section-text-line: ▬▬▬ ▬▬▬▬ ▬▬ ▬▬▬▬▬ ▬▬▬ ▬▬▬▬ ▬▬ ▬▬▬▬▬▬ ▬▬▬ ▬▬▬▬ ▬▬▬▬▬ ▬▬ ▬▬▬▬ ▬▬▬▬▬ ▬▬▬ ▬▬▬▬ ▬▬ ▬▬▬▬▬ ▬▬▬ ▬▬▬▬ ▬▬ ▬▬▬▬▬▬ — [3, 1973, 314, 1977]
section-text-line: ▬▬▬ ▬▬▬▬ ▬▬ ▬▬▬▬▬ ▬▬▬ ▬▬▬▬ ▬▬ ▬▬▬▬▬▬ ▬▬▬ ▬▬▬▬ ▬▬▬▬▬ ▬▬ ▬▬▬▬ ▬▬▬▬▬ ▬▬▬ ▬▬▬▬ ▬▬ ▬▬▬▬▬ ▬▬▬ ▬▬▬▬ ▬▬ ▬▬▬▬▬▬ — [3, 2000, 314, 2004]
section-text-line: ▬▬▬ ▬▬▬▬ ▬▬ ▬▬▬▬▬ ▬▬▬ ▬▬▬▬ ▬▬ ▬▬▬▬▬▬ ▬▬▬ ▬▬▬▬ ▬▬▬▬▬ ▬▬ ▬▬▬▬ ▬▬▬▬▬ ▬▬▬ ▬▬▬▬ ▬▬ ▬▬▬▬▬ ▬▬▬ ▬▬▬▬ ▬▬ ▬▬▬▬▬▬ — [3, 1315, 314, 1319]
section-text-line: ▬▬▬ ▬▬▬▬ ▬▬ ▬▬▬▬▬ ▬▬▬ ▬▬▬▬ ▬▬ ▬▬▬▬▬▬ ▬▬▬ ▬▬▬▬ ▬▬▬▬▬ ▬▬ ▬▬▬▬ ▬▬▬▬▬ ▬▬▬ ▬▬▬▬ ▬▬ ▬▬▬▬▬ ▬▬▬ ▬▬▬▬ ▬▬ ▬▬▬▬▬▬ — [3, 1782, 314, 1786]
section-text-line: ▬▬▬ ▬▬▬▬ ▬▬ ▬▬▬▬▬ ▬▬▬ ▬▬▬▬ ▬▬ ▬▬▬▬▬▬ ▬▬▬ ▬▬▬▬ ▬▬▬▬▬ ▬▬ ▬▬▬▬ ▬▬▬▬▬ ▬▬▬ ▬▬▬▬ ▬▬ ▬▬▬▬▬ ▬▬▬ ▬▬▬▬ ▬▬ ▬▬▬▬▬▬ — [3, 1702, 314, 1706]
section-text-line: ▬▬▬ ▬▬▬▬ ▬▬ ▬▬▬▬▬ ▬▬▬ ▬▬▬▬ ▬▬ ▬▬▬▬▬▬ ▬▬▬ ▬▬▬▬ ▬▬▬▬▬ ▬▬ ▬▬▬▬ ▬▬▬▬▬ ▬▬▬ ▬▬▬▬ ▬▬ ▬▬▬▬▬ ▬▬▬ ▬▬▬▬ ▬▬ ▬▬▬▬▬▬ — [3, 1720, 314, 1723]
section-text-line: ▬▬▬ ▬▬▬▬ ▬▬ ▬▬▬▬▬ ▬▬▬ ▬▬▬▬ ▬▬ ▬▬▬▬▬▬ ▬▬▬ ▬▬▬▬ ▬▬▬▬▬ ▬▬ ▬▬▬▬ ▬▬▬▬▬ ▬▬▬ ▬▬▬▬ ▬▬ ▬▬▬▬▬ ▬▬▬ ▬▬▬▬ ▬▬ ▬▬▬▬▬▬ — [3, 1839, 314, 1843]
section-text-line: ▬▬▬ ▬▬▬▬ ▬▬ ▬▬▬▬▬ ▬▬▬ ▬▬▬▬ ▬▬ ▬▬▬▬▬▬ ▬▬▬ ▬▬▬▬ ▬▬▬▬▬ ▬▬ ▬▬▬▬ ▬▬▬▬▬ ▬▬▬ ▬▬▬▬ ▬▬ ▬▬▬▬▬ ▬▬▬ ▬▬▬▬ ▬▬ ▬▬▬▬▬▬ — [3, 620, 314, 624]
section-text-line: ▬▬▬ ▬▬▬▬ ▬▬ ▬▬▬▬▬ ▬▬▬ ▬▬▬▬ ▬▬ ▬▬▬▬▬▬ ▬▬▬ ▬▬▬▬ ▬▬▬▬▬ ▬▬ ▬▬▬▬ ▬▬▬▬▬ ▬▬▬ ▬▬▬▬ ▬▬ ▬▬▬▬▬ ▬▬▬ ▬▬▬▬ ▬▬ ▬▬▬▬▬▬ — [3, 429, 314, 433]
section-text-line: ▬▬▬ ▬▬▬▬ ▬▬ ▬▬▬▬▬ ▬▬▬ ▬▬▬▬ ▬▬ ▬▬▬▬▬▬ ▬▬▬ ▬▬▬▬ ▬▬▬▬▬ ▬▬ ▬▬▬▬ ▬▬▬▬▬ ▬▬▬ ▬▬▬▬ ▬▬ ▬▬▬▬▬ ▬▬▬ ▬▬▬▬ ▬▬ ▬▬▬▬▬▬ — [3, 286, 314, 290]
section-text-line: ▬▬▬ ▬▬▬▬ ▬▬ ▬▬▬▬▬ ▬▬▬ ▬▬▬▬ ▬▬ ▬▬▬▬▬▬ ▬▬▬ ▬▬▬▬ ▬▬▬▬▬ ▬▬ ▬▬▬▬ ▬▬▬▬▬ ▬▬▬ ▬▬▬▬ ▬▬ ▬▬▬▬▬ ▬▬▬ ▬▬▬▬ ▬▬ ▬▬▬▬▬▬ — [3, 1435, 314, 1438]
section-text-line: ▬▬▬ ▬▬▬▬ ▬▬ ▬▬▬▬▬ ▬▬▬ ▬▬▬▬ ▬▬ ▬▬▬▬▬▬ ▬▬▬ ▬▬▬▬ ▬▬▬▬▬ ▬▬ ▬▬▬▬ ▬▬▬▬▬ ▬▬▬ ▬▬▬▬ ▬▬ ▬▬▬▬▬ ▬▬▬ ▬▬▬▬ ▬▬ ▬▬▬▬▬▬ — [3, 655, 314, 659]
section-text-line: ▬▬▬ ▬▬▬▬ ▬▬ ▬▬▬▬▬ ▬▬▬ ▬▬▬▬ ▬▬ ▬▬▬▬▬▬ ▬▬▬ ▬▬▬▬ ▬▬▬▬▬ ▬▬ ▬▬▬▬ ▬▬▬▬▬ ▬▬▬ ▬▬▬▬ ▬▬ ▬▬▬▬▬ ▬▬▬ ▬▬▬▬ ▬▬ ▬▬▬▬▬▬ — [3, 1631, 314, 1635]
composition-line: Balení: .................................................. — [3, 29, 62, 33]
document-section — [3, 2217, 314, 2231]
section-text-line: ▬▬▬ ▬▬▬▬ ▬▬ ▬▬▬▬▬ ▬▬▬ ▬▬▬▬ ▬▬ ▬▬▬▬▬▬ ▬▬▬ ▬▬▬▬ ▬▬▬▬▬ ▬▬ ▬▬▬▬ ▬▬▬▬▬ ▬▬▬ ▬▬▬▬ ▬▬ ▬▬▬▬▬ ▬▬▬ ▬▬▬▬ ▬▬ ▬▬▬▬▬▬ — [3, 1938, 314, 1942]
section-text-line: ▬▬▬ ▬▬▬▬ ▬▬ ▬▬▬▬▬ ▬▬▬ ▬▬▬▬ ▬▬ ▬▬▬▬▬▬ ▬▬▬ ▬▬▬▬ ▬▬▬▬▬ ▬▬ ▬▬▬▬ ▬▬▬▬▬ ▬▬▬ ▬▬▬▬ ▬▬ ▬▬▬▬▬ ▬▬▬ ▬▬▬▬ ▬▬ ▬▬▬▬▬▬ — [3, 1048, 314, 1052]
section-text-line: ▬▬▬ ▬▬▬▬ ▬▬ ▬▬▬▬▬ ▬▬▬ ▬▬▬▬ ▬▬ ▬▬▬▬▬▬ ▬▬▬ ▬▬▬▬ ▬▬▬▬▬ ▬▬ ▬▬▬▬ ▬▬▬▬▬ ▬▬▬ ▬▬▬▬ ▬▬ ▬▬▬▬▬ ▬▬▬ ▬▬▬▬ ▬▬ ▬▬▬▬▬▬ — [3, 1417, 314, 1421]
section-text-line: ▬▬▬ ▬▬▬▬ ▬▬ ▬▬▬▬▬ ▬▬▬ ▬▬▬▬ ▬▬ ▬▬▬▬▬▬ ▬▬▬ ▬▬▬▬ ▬▬▬▬▬ ▬▬ ▬▬▬▬ ▬▬▬▬▬ ▬▬▬ ▬▬▬▬ ▬▬ ▬▬▬▬▬ ▬▬▬ ▬▬▬▬ ▬▬ ▬▬▬▬▬▬ — [3, 761, 314, 766]
section-text-line: ▬▬▬ ▬▬▬▬ ▬▬ ▬▬▬▬▬ ▬▬▬ ▬▬▬▬ ▬▬ ▬▬▬▬▬▬ ▬▬▬ ▬▬▬▬ ▬▬▬▬▬ ▬▬ ▬▬▬▬ ▬▬▬▬▬ ▬▬▬ ▬▬▬▬ ▬▬ ▬▬▬▬▬ ▬▬▬ ▬▬▬▬ ▬▬ ▬▬▬▬▬▬ — [3, 1386, 314, 1390]
section-text-line: ▬▬▬ ▬▬▬▬ ▬▬ ▬▬▬▬▬ ▬▬▬ ▬▬▬▬ ▬▬ ▬▬▬▬▬▬ ▬▬▬ ▬▬▬▬ ▬▬▬▬▬ ▬▬ ▬▬▬▬ ▬▬▬▬▬ ▬▬▬ ▬▬▬▬ ▬▬ ▬▬▬▬▬ ▬▬▬ ▬▬▬▬ ▬▬ ▬▬▬▬▬▬ — [3, 1145, 314, 1149]
section-text-line: ▬▬▬ ▬▬▬▬ ▬▬ ▬▬▬▬▬ ▬▬▬ ▬▬▬▬ ▬▬ ▬▬▬▬▬▬ ▬▬▬ ▬▬▬▬ ▬▬▬▬▬ ▬▬ ▬▬▬▬ ▬▬▬▬▬ ▬▬▬ ▬▬▬▬ ▬▬ ▬▬▬▬▬ ▬▬▬ ▬▬▬▬ ▬▬ ▬▬▬▬▬▬ — [3, 2032, 314, 2037]
section-text-line: ▬▬▬ ▬▬▬▬ ▬▬ ▬▬▬▬▬ ▬▬▬ ▬▬▬▬ ▬▬ ▬▬▬▬▬▬ ▬▬▬ ▬▬▬▬ ▬▬▬▬▬ ▬▬ ▬▬▬▬ ▬▬▬▬▬ ▬▬▬ ▬▬▬▬ ▬▬ ▬▬▬▬▬ ▬▬▬ ▬▬▬▬ ▬▬ ▬▬▬▬▬▬ — [3, 955, 314, 959]
section-text-line: ▬▬▬ ▬▬▬▬ ▬▬ ▬▬▬▬▬ ▬▬▬ ▬▬▬▬ ▬▬ ▬▬▬▬▬▬ ▬▬▬ ▬▬▬▬ ▬▬▬▬▬ ▬▬ ▬▬▬▬ ▬▬▬▬▬ ▬▬▬ ▬▬▬▬ ▬▬ ▬▬▬▬▬ ▬▬▬ ▬▬▬▬ ▬▬ ▬▬▬▬▬▬ — [3, 891, 314, 895]
section-text-line: ▬▬▬ ▬▬▬▬ ▬▬ ▬▬▬▬▬ ▬▬▬ ▬▬▬▬ ▬▬ ▬▬▬▬▬▬ ▬▬▬ ▬▬▬▬ ▬▬▬▬▬ ▬▬ ▬▬▬▬ ▬▬▬▬▬ ▬▬▬ ▬▬▬▬ ▬▬ ▬▬▬▬▬ ▬▬▬ ▬▬▬▬ ▬▬ ▬▬▬▬▬▬ — [3, 407, 314, 411]
section-text-line: ▬▬▬ ▬▬▬▬ ▬▬ ▬▬▬▬▬ ▬▬▬ ▬▬▬▬ ▬▬ ▬▬▬▬▬▬ ▬▬▬ ▬▬▬▬ ▬▬▬▬▬ ▬▬ ▬▬▬▬ ▬▬▬▬▬ ▬▬▬ ▬▬▬▬ ▬▬ ▬▬▬▬▬ ▬▬▬ ▬▬▬▬ ▬▬ ▬▬▬▬▬▬ — [3, 615, 314, 619]
section-text-line: ▬▬▬ ▬▬▬▬ ▬▬ ▬▬▬▬▬ ▬▬▬ ▬▬▬▬ ▬▬ ▬▬▬▬▬▬ ▬▬▬ ▬▬▬▬ ▬▬▬▬▬ ▬▬ ▬▬▬▬ ▬▬▬▬▬ ▬▬▬ ▬▬▬▬ ▬▬ ▬▬▬▬▬ ▬▬▬ ▬▬▬▬ ▬▬ ▬▬▬▬▬▬ — [3, 1333, 314, 1337]
section-text-line: ▬▬▬ ▬▬▬▬ ▬▬ ▬▬▬▬▬ ▬▬▬ ▬▬▬▬ ▬▬ ▬▬▬▬▬▬ ▬▬▬ ▬▬▬▬ ▬▬▬▬▬ ▬▬ ▬▬▬▬ ▬▬▬▬▬ ▬▬▬ ▬▬▬▬ ▬▬ ▬▬▬▬▬ ▬▬▬ ▬▬▬▬ ▬▬ ▬▬▬▬▬▬ — [3, 1413, 314, 1417]
section-text-line: ▬▬▬ ▬▬▬▬ ▬▬ ▬▬▬▬▬ ▬▬▬ ▬▬▬▬ ▬▬ ▬▬▬▬▬▬ ▬▬▬ ▬▬▬▬ ▬▬▬▬▬ ▬▬ ▬▬▬▬ ▬▬▬▬▬ ▬▬▬ ▬▬▬▬ ▬▬ ▬▬▬▬▬ ▬▬▬ ▬▬▬▬ ▬▬ ▬▬▬▬▬▬ — [3, 1848, 314, 1852]
section-text-line: ▬▬▬ ▬▬▬▬ ▬▬ ▬▬▬▬▬ ▬▬▬ ▬▬▬▬ ▬▬ ▬▬▬▬▬▬ ▬▬▬ ▬▬▬▬ ▬▬▬▬▬ ▬▬ ▬▬▬▬ ▬▬▬▬▬ ▬▬▬ ▬▬▬▬ ▬▬ ▬▬▬▬▬ ▬▬▬ ▬▬▬▬ ▬▬ ▬▬▬▬▬▬ — [3, 528, 314, 532]
section-text-line: ▬▬▬ ▬▬▬▬ ▬▬ ▬▬▬▬▬ ▬▬▬ ▬▬▬▬ ▬▬ ▬▬▬▬▬▬ ▬▬▬ ▬▬▬▬ ▬▬▬▬▬ ▬▬ ▬▬▬▬ ▬▬▬▬▬ ▬▬▬ ▬▬▬▬ ▬▬ ▬▬▬▬▬ ▬▬▬ ▬▬▬▬ ▬▬ ▬▬▬▬▬▬ — [3, 519, 314, 523]
section-text-line: ▬▬▬ ▬▬▬▬ ▬▬ ▬▬▬▬▬ ▬▬▬ ▬▬▬▬ ▬▬ ▬▬▬▬▬▬ ▬▬▬ ▬▬▬▬ ▬▬▬▬▬ ▬▬ ▬▬▬▬ ▬▬▬▬▬ ▬▬▬ ▬▬▬▬ ▬▬ ▬▬▬▬▬ ▬▬▬ ▬▬▬▬ ▬▬ ▬▬▬▬▬▬ — [3, 909, 314, 913]
section-text-line: ▬▬▬ ▬▬▬▬ ▬▬ ▬▬▬▬▬ ▬▬▬ ▬▬▬▬ ▬▬ ▬▬▬▬▬▬ ▬▬▬ ▬▬▬▬ ▬▬▬▬▬ ▬▬ ▬▬▬▬ ▬▬▬▬▬ ▬▬▬ ▬▬▬▬ ▬▬ ▬▬▬▬▬ ▬▬▬ ▬▬▬▬ ▬▬ ▬▬▬▬▬▬ — [3, 246, 314, 250]
section-heading: Inkompatibility — [3, 2061, 27, 2065]
section-text-line: ▬▬▬ ▬▬▬▬ ▬▬ ▬▬▬▬▬ ▬▬▬ ▬▬▬▬ ▬▬ ▬▬▬▬▬▬ ▬▬▬ ▬▬▬▬ ▬▬▬▬▬ ▬▬ ▬▬▬▬ ▬▬▬▬▬ ▬▬▬ ▬▬▬▬ ▬▬ ▬▬▬▬▬ ▬▬▬ ▬▬▬▬ ▬▬ ▬▬▬▬▬▬ — [3, 1456, 314, 1461]
section-text-line: ▬▬▬ ▬▬▬▬ ▬▬ ▬▬▬▬▬ ▬▬▬ ▬▬▬▬ ▬▬ ▬▬▬▬▬▬ ▬▬▬ ▬▬▬▬ ▬▬▬▬▬ ▬▬ ▬▬▬▬ ▬▬▬▬▬ ▬▬▬ ▬▬▬▬ ▬▬ ▬▬▬▬▬ ▬▬▬ ▬▬▬▬ ▬▬ ▬▬▬▬▬▬ — [3, 541, 314, 546]
section-text-line: ▬▬▬ ▬▬▬▬ ▬▬ ▬▬▬▬▬ ▬▬▬ ▬▬▬▬ ▬▬ ▬▬▬▬▬▬ ▬▬▬ ▬▬▬▬ ▬▬▬▬▬ ▬▬ ▬▬▬▬ ▬▬▬▬▬ ▬▬▬ ▬▬▬▬ ▬▬ ▬▬▬▬▬ ▬▬▬ ▬▬▬▬ ▬▬ ▬▬▬▬▬▬ — [3, 1626, 314, 1631]
section-text-line: ▬▬▬ ▬▬▬▬ ▬▬ ▬▬▬▬▬ ▬▬▬ ▬▬▬▬ ▬▬ ▬▬▬▬▬▬ ▬▬▬ ▬▬▬▬ ▬▬▬▬▬ ▬▬ ▬▬▬▬ ▬▬▬▬▬ ▬▬▬ ▬▬▬▬ ▬▬ ▬▬▬▬▬ ▬▬▬ ▬▬▬▬ ▬▬ ▬▬▬▬▬▬ — [3, 845, 314, 850]
section-text-line: ▬▬▬ ▬▬▬▬ ▬▬ ▬▬▬▬▬ ▬▬▬ ▬▬▬▬ ▬▬ ▬▬▬▬▬▬ ▬▬▬ ▬▬▬▬ ▬▬▬▬▬ ▬▬ ▬▬▬▬ ▬▬▬▬▬ ▬▬▬ ▬▬▬▬ ▬▬ ▬▬▬▬▬ ▬▬▬ ▬▬▬▬ ▬▬ ▬▬▬▬▬▬ — [3, 651, 314, 655]
section-text-line: ▬▬▬ ▬▬▬▬ ▬▬ ▬▬▬▬▬ ▬▬▬ ▬▬▬▬ ▬▬ ▬▬▬▬▬▬ ▬▬▬ ▬▬▬▬ ▬▬▬▬▬ ▬▬ ▬▬▬▬ ▬▬▬▬▬ ▬▬▬ ▬▬▬▬ ▬▬ ▬▬▬▬▬ ▬▬▬ ▬▬▬▬ ▬▬ ▬▬▬▬▬▬ — [3, 215, 314, 219]
section-heading: Registrační číslo — [3, 2202, 30, 2207]
section-text-line: ▬▬▬ ▬▬▬▬ ▬▬ ▬▬▬▬▬ ▬▬▬ ▬▬▬▬ ▬▬ ▬▬▬▬▬▬ ▬▬▬ ▬▬▬▬ ▬▬▬▬▬ ▬▬ ▬▬▬▬ ▬▬▬▬▬ ▬▬▬ ▬▬▬▬ ▬▬ ▬▬▬▬▬ ▬▬▬ ▬▬▬▬ ▬▬ ▬▬▬▬▬▬ — [3, 1804, 314, 1808]
section-text-line: ▬▬▬ ▬▬▬▬ ▬▬ ▬▬▬▬▬ ▬▬▬ ▬▬▬▬ ▬▬ ▬▬▬▬▬▬ ▬▬▬ ▬▬▬▬ ▬▬▬▬▬ ▬▬ ▬▬▬▬ ▬▬▬▬▬ ▬▬▬ ▬▬▬▬ ▬▬ ▬▬▬▬▬ ▬▬▬ ▬▬▬▬ ▬▬ ▬▬▬▬▬▬ — [3, 1693, 314, 1697]
section-text-line: ▬▬▬ ▬▬▬▬ ▬▬ ▬▬▬▬▬ ▬▬▬ ▬▬▬▬ ▬▬ ▬▬▬▬▬▬ ▬▬▬ ▬▬▬▬ ▬▬▬▬▬ ▬▬ ▬▬▬▬ ▬▬▬▬▬ ▬▬▬ ▬▬▬▬ ▬▬ ▬▬▬▬▬ ▬▬▬ ▬▬▬▬ ▬▬ ▬▬▬▬▬▬ — [3, 1181, 314, 1185]
section-text-line: ▬▬▬ ▬▬▬▬ ▬▬ ▬▬▬▬▬ ▬▬▬ ▬▬▬▬ ▬▬ ▬▬▬▬▬▬ ▬▬▬ ▬▬▬▬ ▬▬▬▬▬ ▬▬ ▬▬▬▬ ▬▬▬▬▬ ▬▬▬ ▬▬▬▬ ▬▬ ▬▬▬▬▬ ▬▬▬ ▬▬▬▬ ▬▬ ▬▬▬▬▬▬ — [3, 224, 314, 228]
section-text-line: ▬▬▬ ▬▬▬▬ ▬▬ ▬▬▬▬▬ ▬▬▬ ▬▬▬▬ ▬▬ ▬▬▬▬▬▬ ▬▬▬ ▬▬▬▬ ▬▬▬▬▬ ▬▬ ▬▬▬▬ ▬▬▬▬▬ ▬▬▬ ▬▬▬▬ ▬▬ ▬▬▬▬▬ ▬▬▬ ▬▬▬▬ ▬▬ ▬▬▬▬▬▬ — [3, 637, 314, 641]
section-text-line: ▬▬▬ ▬▬▬▬ ▬▬ ▬▬▬▬▬ ▬▬▬ ▬▬▬▬ ▬▬ ▬▬▬▬▬▬ ▬▬▬ ▬▬▬▬ ▬▬▬▬▬ ▬▬ ▬▬▬▬ ▬▬▬▬▬ ▬▬▬ ▬▬▬▬ ▬▬ ▬▬▬▬▬ ▬▬▬ ▬▬▬▬ ▬▬ ▬▬▬▬▬▬ — [3, 1110, 314, 1114]
section-text-line: ▬▬▬ ▬▬▬▬ ▬▬ ▬▬▬▬▬ ▬▬▬ ▬▬▬▬ ▬▬ ▬▬▬▬▬▬ ▬▬▬ ▬▬▬▬ ▬▬▬▬▬ ▬▬ ▬▬▬▬ ▬▬▬▬▬ ▬▬▬ ▬▬▬▬ ▬▬ ▬▬▬▬▬ ▬▬▬ ▬▬▬▬ ▬▬ ▬▬▬▬▬▬ — [3, 1163, 314, 1167]
section-text-line: ▬▬▬ ▬▬▬▬ ▬▬ ▬▬▬▬▬ ▬▬▬ ▬▬▬▬ ▬▬ ▬▬▬▬▬▬ ▬▬▬ ▬▬▬▬ ▬▬▬▬▬ ▬▬ ▬▬▬▬ ▬▬▬▬▬ ▬▬▬ ▬▬▬▬ ▬▬ ▬▬▬▬▬ ▬▬▬ ▬▬▬▬ ▬▬ ▬▬▬▬▬▬ — [3, 425, 314, 429]
document-section — [3, 1249, 314, 1607]
section-text-line: ▬▬▬ ▬▬▬▬ ▬▬ ▬▬▬▬▬ ▬▬▬ ▬▬▬▬ ▬▬ ▬▬▬▬▬▬ ▬▬▬ ▬▬▬▬ ▬▬▬▬▬ ▬▬ ▬▬▬▬ ▬▬▬▬▬ ▬▬▬ ▬▬▬▬ ▬▬ ▬▬▬▬▬ ▬▬▬ ▬▬▬▬ ▬▬ ▬▬▬▬▬▬ — [3, 977, 314, 981]
section-text-line: ▬▬▬ ▬▬▬▬ ▬▬ ▬▬▬▬▬ ▬▬▬ ▬▬▬▬ ▬▬ ▬▬▬▬▬▬ ▬▬▬ ▬▬▬▬ ▬▬▬▬▬ ▬▬ ▬▬▬▬ ▬▬▬▬▬ ▬▬▬ ▬▬▬▬ ▬▬ ▬▬▬▬▬ ▬▬▬ ▬▬▬▬ ▬▬ ▬▬▬▬▬▬ — [3, 1448, 314, 1452]
section-text-line: ▬▬▬ ▬▬▬▬ ▬▬ ▬▬▬▬▬ ▬▬▬ ▬▬▬▬ ▬▬ ▬▬▬▬▬▬ ▬▬▬ ▬▬▬▬ ▬▬▬▬▬ ▬▬ ▬▬▬▬ ▬▬▬▬▬ ▬▬▬ ▬▬▬▬ ▬▬ ▬▬▬▬▬ ▬▬▬ ▬▬▬▬ ▬▬ ▬▬▬▬▬▬ — [3, 2145, 314, 2149]
section-text-line: ▬▬▬ ▬▬▬▬ ▬▬ ▬▬▬▬▬ ▬▬▬ ▬▬▬▬ ▬▬ ▬▬▬▬▬▬ ▬▬▬ ▬▬▬▬ ▬▬▬▬▬ ▬▬ ▬▬▬▬ ▬▬▬▬▬ ▬▬▬ ▬▬▬▬ ▬▬ ▬▬▬▬▬ ▬▬▬ ▬▬▬▬ ▬▬ ▬▬▬▬▬▬ — [3, 385, 314, 389]
section-text-line: ▬▬▬ ▬▬▬▬ ▬▬ ▬▬▬▬▬ ▬▬▬ ▬▬▬▬ ▬▬ ▬▬▬▬▬▬ ▬▬▬ ▬▬▬▬ ▬▬▬▬▬ ▬▬ ▬▬▬▬ ▬▬▬▬▬ ▬▬▬ ▬▬▬▬ ▬▬ ▬▬▬▬▬ ▬▬▬ ▬▬▬▬ ▬▬ ▬▬▬▬▬▬ — [3, 918, 314, 922]
section-text-line: ▬▬▬ ▬▬▬▬ ▬▬ ▬▬▬▬▬ ▬▬▬ ▬▬▬▬ ▬▬ ▬▬▬▬▬▬ ▬▬▬ ▬▬▬▬ ▬▬▬▬▬ ▬▬ ▬▬▬▬ ▬▬▬▬▬ ▬▬▬ ▬▬▬▬ ▬▬ ▬▬▬▬▬ ▬▬▬ ▬▬▬▬ ▬▬ ▬▬▬▬▬▬ — [3, 1960, 314, 1964]
section-text-line: ▬▬▬ ▬▬▬▬ ▬▬ ▬▬▬▬▬ ▬▬▬ ▬▬▬▬ ▬▬ ▬▬▬▬▬▬ ▬▬▬ ▬▬▬▬ ▬▬▬▬▬ ▬▬ ▬▬▬▬ ▬▬▬▬▬ ▬▬▬ ▬▬▬▬ ▬▬ ▬▬▬▬▬ ▬▬▬ ▬▬▬▬ ▬▬ ▬▬▬▬▬▬ — [3, 1978, 314, 1982]
section-text-line: ▬▬▬ ▬▬▬▬ ▬▬ ▬▬▬▬▬ ▬▬▬ ▬▬▬▬ ▬▬ ▬▬▬▬▬▬ ▬▬▬ ▬▬▬▬ ▬▬▬▬▬ ▬▬ ▬▬▬▬ ▬▬▬▬▬ ▬▬▬ ▬▬▬▬ ▬▬ ▬▬▬▬▬ ▬▬▬ ▬▬▬▬ ▬▬ ▬▬▬▬▬▬ — [3, 402, 314, 406]
section-text-line: ▬▬▬ ▬▬▬▬ ▬▬ ▬▬▬▬▬ ▬▬▬ ▬▬▬▬ ▬▬ ▬▬▬▬▬▬ ▬▬▬ ▬▬▬▬ ▬▬▬▬▬ ▬▬ ▬▬▬▬ ▬▬▬▬▬ ▬▬▬ ▬▬▬▬ ▬▬ ▬▬▬▬▬ ▬▬▬ ▬▬▬▬ ▬▬ ▬▬▬▬▬▬ — [3, 2028, 314, 2032]
section-text-line: ▬▬▬ ▬▬▬▬ ▬▬ ▬▬▬▬▬ ▬▬▬ ▬▬▬▬ ▬▬ ▬▬▬▬▬▬ ▬▬▬ ▬▬▬▬ ▬▬▬▬▬ ▬▬ ▬▬▬▬ ▬▬▬▬▬ ▬▬▬ ▬▬▬▬ ▬▬ ▬▬▬▬▬ ▬▬▬ ▬▬▬▬ ▬▬ ▬▬▬▬▬▬ — [3, 1065, 314, 1070]
composition-line: Držitel rozhodnutí o registraci: ......................... — [3, 38, 73, 42]
section-heading: Zvláštní opatření pro likvidaci — [3, 2156, 52, 2159]
section-text-line: ▬▬▬ ▬▬▬▬ ▬▬ ▬▬▬▬▬ ▬▬▬ ▬▬▬▬ ▬▬ ▬▬▬▬▬▬ ▬▬▬ ▬▬▬▬ ▬▬▬▬▬ ▬▬ ▬▬▬▬ ▬▬▬▬▬ ▬▬▬ ▬▬▬▬ ▬▬ ▬▬▬▬▬ ▬▬▬ ▬▬▬▬ ▬▬ ▬▬▬▬▬▬ — [3, 114, 314, 118]
section-text-line: ▬▬▬ ▬▬▬▬ ▬▬ ▬▬▬▬▬ ▬▬▬ ▬▬▬▬ ▬▬ ▬▬▬▬▬▬ ▬▬▬ ▬▬▬▬ ▬▬▬▬▬ ▬▬ ▬▬▬▬ ▬▬▬▬▬ ▬▬▬ ▬▬▬▬ ▬▬ ▬▬▬▬▬ ▬▬▬ ▬▬▬▬ ▬▬ ▬▬▬▬▬▬ — [3, 1207, 314, 1211]
section-text-line: ▬▬▬ ▬▬▬▬ ▬▬ ▬▬▬▬▬ ▬▬▬ ▬▬▬▬ ▬▬ ▬▬▬▬▬▬ ▬▬▬ ▬▬▬▬ ▬▬▬▬▬ ▬▬ ▬▬▬▬ ▬▬▬▬▬ ▬▬▬ ▬▬▬▬ ▬▬ ▬▬▬▬▬ ▬▬▬ ▬▬▬▬ ▬▬ ▬▬▬▬▬▬ — [3, 206, 314, 210]
section-text-line: ▬▬▬ ▬▬▬▬ ▬▬ ▬▬▬▬▬ ▬▬▬ ▬▬▬▬ ▬▬ ▬▬▬▬▬▬ ▬▬▬ ▬▬▬▬ ▬▬▬▬▬ ▬▬ ▬▬▬▬ ▬▬▬▬▬ ▬▬▬ ▬▬▬▬ ▬▬ ▬▬▬▬▬ ▬▬▬ ▬▬▬▬ ▬▬ ▬▬▬▬▬▬ — [3, 1550, 314, 1554]
document-section — [3, 874, 314, 931]
section-heading: Datum revize textu — [3, 2232, 34, 2236]
section-text-line: ▬▬▬ ▬▬▬▬ ▬▬ ▬▬▬▬▬ ▬▬▬ ▬▬▬▬ ▬▬ ▬▬▬▬▬▬ ▬▬▬ ▬▬▬▬ ▬▬▬▬▬ ▬▬ ▬▬▬▬ ▬▬▬▬▬ ▬▬▬ ▬▬▬▬ ▬▬ ▬▬▬▬▬ ▬▬▬ ▬▬▬▬ ▬▬ ▬▬▬▬▬▬ — [3, 1929, 314, 1933]
document-section — [3, 2232, 314, 2246]
section-text-line: ▬▬▬ ▬▬▬▬ ▬▬ ▬▬▬▬▬ ▬▬▬ ▬▬▬▬ ▬▬ ▬▬▬▬▬▬ ▬▬▬ ▬▬▬▬ ▬▬▬▬▬ ▬▬ ▬▬▬▬ ▬▬▬▬▬ ▬▬▬ ▬▬▬▬ ▬▬ ▬▬▬▬▬ ▬▬▬ ▬▬▬▬ ▬▬ ▬▬▬▬▬▬ — [3, 363, 314, 367]
section-text-line: ▬▬▬ ▬▬▬▬ ▬▬ ▬▬▬▬▬ ▬▬▬ ▬▬▬▬ ▬▬ ▬▬▬▬▬▬ ▬▬▬ ▬▬▬▬ ▬▬▬▬▬ ▬▬ ▬▬▬▬ ▬▬▬▬▬ ▬▬▬ ▬▬▬▬ ▬▬ ▬▬▬▬▬ ▬▬▬ ▬▬▬▬ ▬▬ ▬▬▬▬▬▬ — [3, 596, 314, 600]
section-text-line: ▬▬▬ ▬▬▬▬ ▬▬ ▬▬▬▬▬ ▬▬▬ ▬▬▬▬ ▬▬ ▬▬▬▬▬▬ ▬▬▬ ▬▬▬▬ ▬▬▬▬▬ ▬▬ ▬▬▬▬ ▬▬▬▬▬ ▬▬▬ ▬▬▬▬ ▬▬ ▬▬▬▬▬ ▬▬▬ ▬▬▬▬ ▬▬ ▬▬▬▬▬▬ — [3, 447, 314, 451]
section-text-line: ▬▬▬ ▬▬▬▬ ▬▬ ▬▬▬▬▬ ▬▬▬ ▬▬▬▬ ▬▬ ▬▬▬▬▬▬ ▬▬▬ ▬▬▬▬ ▬▬▬▬▬ ▬▬ ▬▬▬▬ ▬▬▬▬▬ ▬▬▬ ▬▬▬▬ ▬▬ ▬▬▬▬▬ ▬▬▬ ▬▬▬▬ ▬▬ ▬▬▬▬▬▬ — [3, 334, 314, 338]
section-text-line: ▬▬▬ ▬▬▬▬ ▬▬ ▬▬▬▬▬ ▬▬▬ ▬▬▬▬ ▬▬ ▬▬▬▬▬▬ ▬▬▬ ▬▬▬▬ ▬▬▬▬▬ ▬▬ ▬▬▬▬ ▬▬▬▬▬ ▬▬▬ ▬▬▬▬ ▬▬ ▬▬▬▬▬ ▬▬▬ ▬▬▬▬ ▬▬ ▬▬▬▬▬▬ — [3, 922, 314, 926]
section-text-line: ▬▬▬ ▬▬▬▬ ▬▬ ▬▬▬▬▬ ▬▬▬ ▬▬▬▬ ▬▬ ▬▬▬▬▬▬ ▬▬▬ ▬▬▬▬ ▬▬▬▬▬ ▬▬ ▬▬▬▬ ▬▬▬▬▬ ▬▬▬ ▬▬▬▬ ▬▬ ▬▬▬▬▬ ▬▬▬ ▬▬▬▬ ▬▬ ▬▬▬▬▬▬ — [3, 1128, 314, 1132]
section-text-line: ▬▬▬ ▬▬▬▬ ▬▬ ▬▬▬▬▬ ▬▬▬ ▬▬▬▬ ▬▬ ▬▬▬▬▬▬ ▬▬▬ ▬▬▬▬ ▬▬▬▬▬ ▬▬ ▬▬▬▬ ▬▬▬▬▬ ▬▬▬ ▬▬▬▬ ▬▬ ▬▬▬▬▬ ▬▬▬ ▬▬▬▬ ▬▬ ▬▬▬▬▬▬ — [3, 784, 314, 788]
section-text-line: ▬▬▬ ▬▬▬▬ ▬▬ ▬▬▬▬▬ ▬▬▬ ▬▬▬▬ ▬▬ ▬▬▬▬▬▬ ▬▬▬ ▬▬▬▬ ▬▬▬▬▬ ▬▬ ▬▬▬▬ ▬▬▬▬▬ ▬▬▬ ▬▬▬▬ ▬▬ ▬▬▬▬▬ ▬▬▬ ▬▬▬▬ ▬▬ ▬▬▬▬▬▬ — [3, 2055, 314, 2059]
section-text-line: ▬▬▬ ▬▬▬▬ ▬▬ ▬▬▬▬▬ ▬▬▬ ▬▬▬▬ ▬▬ ▬▬▬▬▬▬ ▬▬▬ ▬▬▬▬ ▬▬▬▬▬ ▬▬ ▬▬▬▬ ▬▬▬▬▬ ▬▬▬ ▬▬▬▬ ▬▬ ▬▬▬▬▬ ▬▬▬ ▬▬▬▬ ▬▬ ▬▬▬▬▬▬ — [3, 1964, 314, 1969]
section-text-line: ▬▬▬ ▬▬▬▬ ▬▬ ▬▬▬▬▬ ▬▬▬ ▬▬▬▬ ▬▬ ▬▬▬▬▬▬ ▬▬▬ ▬▬▬▬ ▬▬▬▬▬ ▬▬ ▬▬▬▬ ▬▬▬▬▬ ▬▬▬ ▬▬▬▬ ▬▬ ▬▬▬▬▬ ▬▬▬ ▬▬▬▬ ▬▬ ▬▬▬▬▬▬ — [3, 1074, 314, 1078]
section-heading: Indikace — [3, 57, 17, 61]
section-text-line: ▬▬▬ ▬▬▬▬ ▬▬ ▬▬▬▬▬ ▬▬▬ ▬▬▬▬ ▬▬ ▬▬▬▬▬▬ ▬▬▬ ▬▬▬▬ ▬▬▬▬▬ ▬▬ ▬▬▬▬ ▬▬▬▬▬ ▬▬▬ ▬▬▬▬ ▬▬ ▬▬▬▬▬ ▬▬▬ ▬▬▬▬ ▬▬ ▬▬▬▬▬▬ — [3, 389, 314, 394]
section-text-line: ▬▬▬ ▬▬▬▬ ▬▬ ▬▬▬▬▬ ▬▬▬ ▬▬▬▬ ▬▬ ▬▬▬▬▬▬ ▬▬▬ ▬▬▬▬ ▬▬▬▬▬ ▬▬ ▬▬▬▬ ▬▬▬▬▬ ▬▬▬ ▬▬▬▬ ▬▬ ▬▬▬▬▬ ▬▬▬ ▬▬▬▬ ▬▬ ▬▬▬▬▬▬ — [3, 1898, 314, 1902]
section-text-line: ▬▬▬ ▬▬▬▬ ▬▬ ▬▬▬▬▬ ▬▬▬ ▬▬▬▬ ▬▬ ▬▬▬▬▬▬ ▬▬▬ ▬▬▬▬ ▬▬▬▬▬ ▬▬ ▬▬▬▬ ▬▬▬▬▬ ▬▬▬ ▬▬▬▬ ▬▬ ▬▬▬▬▬ ▬▬▬ ▬▬▬▬ ▬▬ ▬▬▬▬▬▬ — [3, 704, 314, 708]
section-text-line: ▬▬▬ ▬▬▬▬ ▬▬ ▬▬▬▬▬ ▬▬▬ ▬▬▬▬ ▬▬ ▬▬▬▬▬▬ ▬▬▬ ▬▬▬▬ ▬▬▬▬▬ ▬▬ ▬▬▬▬ ▬▬▬▬▬ ▬▬▬ ▬▬▬▬ ▬▬ ▬▬▬▬▬ ▬▬▬ ▬▬▬▬ ▬▬ ▬▬▬▬▬▬ — [3, 564, 314, 568]
section-text-line: ▬▬▬ ▬▬▬▬ ▬▬ ▬▬▬▬▬ ▬▬▬ ▬▬▬▬ ▬▬ ▬▬▬▬▬▬ ▬▬▬ ▬▬▬▬ ▬▬▬▬▬ ▬▬ ▬▬▬▬ ▬▬▬▬▬ ▬▬▬ ▬▬▬▬ ▬▬ ▬▬▬▬▬ ▬▬▬ ▬▬▬▬ ▬▬ ▬▬▬▬▬▬ — [3, 1302, 314, 1306]
section-text-line: ▬▬▬ ▬▬▬▬ ▬▬ ▬▬▬▬▬ ▬▬▬ ▬▬▬▬ ▬▬ ▬▬▬▬▬▬ ▬▬▬ ▬▬▬▬ ▬▬▬▬▬ ▬▬ ▬▬▬▬ ▬▬▬▬▬ ▬▬▬ ▬▬▬▬ ▬▬ ▬▬▬▬▬ ▬▬▬ ▬▬▬▬ ▬▬ ▬▬▬▬▬▬ — [3, 180, 314, 184]
section-text-line: ▬▬▬ ▬▬▬▬ ▬▬ ▬▬▬▬▬ ▬▬▬ ▬▬▬▬ ▬▬ ▬▬▬▬▬▬ ▬▬▬ ▬▬▬▬ ▬▬▬▬▬ ▬▬ ▬▬▬▬ ▬▬▬▬▬ ▬▬▬ ▬▬▬▬ ▬▬ ▬▬▬▬▬ ▬▬▬ ▬▬▬▬ ▬▬ ▬▬▬▬▬▬ — [3, 2173, 314, 2177]
section-text-line: ▬▬▬ ▬▬▬▬ ▬▬ ▬▬▬▬▬ ▬▬▬ ▬▬▬▬ ▬▬ ▬▬▬▬▬▬ ▬▬▬ ▬▬▬▬ ▬▬▬▬▬ ▬▬ ▬▬▬▬ ▬▬▬▬▬ ▬▬▬ ▬▬▬▬ ▬▬ ▬▬▬▬▬ ▬▬▬ ▬▬▬▬ ▬▬ ▬▬▬▬▬▬ — [3, 1101, 314, 1105]
document-section — [3, 143, 314, 174]
section-heading: Držitel rozhodnutí o registraci — [3, 2179, 52, 2183]
section-text-line: ▬▬▬ ▬▬▬▬ ▬▬ ▬▬▬▬▬ ▬▬▬ ▬▬▬▬ ▬▬ ▬▬▬▬▬▬ ▬▬▬ ▬▬▬▬ ▬▬▬▬▬ ▬▬ ▬▬▬▬ ▬▬▬▬▬ ▬▬▬ ▬▬▬▬ ▬▬ ▬▬▬▬▬ ▬▬▬ ▬▬▬▬ ▬▬ ▬▬▬▬▬▬ — [3, 1372, 314, 1377]
section-text-line: ▬▬▬ ▬▬▬▬ ▬▬ ▬▬▬▬▬ ▬▬▬ ▬▬▬▬ ▬▬ ▬▬▬▬▬▬ ▬▬▬ ▬▬▬▬ ▬▬▬▬▬ ▬▬ ▬▬▬▬ ▬▬▬▬▬ ▬▬▬ ▬▬▬▬ ▬▬ ▬▬▬▬▬ ▬▬▬ ▬▬▬▬ ▬▬ ▬▬▬▬▬▬ — [3, 1991, 314, 1995]
section-text-line: ▬▬▬ ▬▬▬▬ ▬▬ ▬▬▬▬▬ ▬▬▬ ▬▬▬▬ ▬▬ ▬▬▬▬▬▬ ▬▬▬ ▬▬▬▬ ▬▬▬▬▬ ▬▬ ▬▬▬▬ ▬▬▬▬▬ ▬▬▬ ▬▬▬▬ ▬▬ ▬▬▬▬▬ ▬▬▬ ▬▬▬▬ ▬▬ ▬▬▬▬▬▬ — [3, 1724, 314, 1728]
section-text-line: ▬▬▬ ▬▬▬▬ ▬▬ ▬▬▬▬▬ ▬▬▬ ▬▬▬▬ ▬▬ ▬▬▬▬▬▬ ▬▬▬ ▬▬▬▬ ▬▬▬▬▬ ▬▬ ▬▬▬▬ ▬▬▬▬▬ ▬▬▬ ▬▬▬▬ ▬▬ ▬▬▬▬▬ ▬▬▬ ▬▬▬▬ ▬▬ ▬▬▬▬▬▬ — [3, 1751, 314, 1755]
section-text-line: ▬▬▬ ▬▬▬▬ ▬▬ ▬▬▬▬▬ ▬▬▬ ▬▬▬▬ ▬▬ ▬▬▬▬▬▬ ▬▬▬ ▬▬▬▬ ▬▬▬▬▬ ▬▬ ▬▬▬▬ ▬▬▬▬▬ ▬▬▬ ▬▬▬▬ ▬▬ ▬▬▬▬▬ ▬▬▬ ▬▬▬▬ ▬▬ ▬▬▬▬▬▬ — [3, 968, 314, 972]
section-text-line: ▬▬▬ ▬▬▬▬ ▬▬ ▬▬▬▬▬ ▬▬▬ ▬▬▬▬ ▬▬ ▬▬▬▬▬▬ ▬▬▬ ▬▬▬▬ ▬▬▬▬▬ ▬▬ ▬▬▬▬ ▬▬▬▬▬ ▬▬▬ ▬▬▬▬ ▬▬ ▬▬▬▬▬ ▬▬▬ ▬▬▬▬ ▬▬ ▬▬▬▬▬▬ — [3, 1852, 314, 1856]
section-text-line: ▬▬▬ ▬▬▬▬ ▬▬ ▬▬▬▬▬ ▬▬▬ ▬▬▬▬ ▬▬ ▬▬▬▬▬▬ ▬▬▬ ▬▬▬▬ ▬▬▬▬▬ ▬▬ ▬▬▬▬ ▬▬▬▬▬ ▬▬▬ ▬▬▬▬ ▬▬ ▬▬▬▬▬ ▬▬▬ ▬▬▬▬ ▬▬ ▬▬▬▬▬▬ — [3, 726, 314, 730]
section-text-line: ▬▬▬ ▬▬▬▬ ▬▬ ▬▬▬▬▬ ▬▬▬ ▬▬▬▬ ▬▬ ▬▬▬▬▬▬ ▬▬▬ ▬▬▬▬ ▬▬▬▬▬ ▬▬ ▬▬▬▬ ▬▬▬▬▬ ▬▬▬ ▬▬▬▬ ▬▬ ▬▬▬▬▬ ▬▬▬ ▬▬▬▬ ▬▬ ▬▬▬▬▬▬ — [3, 259, 314, 263]
section-text-line: ▬▬▬ ▬▬▬▬ ▬▬ ▬▬▬▬▬ ▬▬▬ ▬▬▬▬ ▬▬ ▬▬▬▬▬▬ ▬▬▬ ▬▬▬▬ ▬▬▬▬▬ ▬▬ ▬▬▬▬ ▬▬▬▬▬ ▬▬▬ ▬▬▬▬ ▬▬ ▬▬▬▬▬ ▬▬▬ ▬▬▬▬ ▬▬ ▬▬▬▬▬▬ — [3, 1057, 314, 1061]
section-text-line: ▬▬▬ ▬▬▬▬ ▬▬ ▬▬▬▬▬ ▬▬▬ ▬▬▬▬ ▬▬ ▬▬▬▬▬▬ ▬▬▬ ▬▬▬▬ ▬▬▬▬▬ ▬▬ ▬▬▬▬ ▬▬▬▬▬ ▬▬▬ ▬▬▬▬ ▬▬ ▬▬▬▬▬ ▬▬▬ ▬▬▬▬ ▬▬ ▬▬▬▬▬▬ — [3, 887, 314, 891]
section-text-line: ▬▬▬ ▬▬▬▬ ▬▬ ▬▬▬▬▬ ▬▬▬ ▬▬▬▬ ▬▬ ▬▬▬▬▬▬ ▬▬▬ ▬▬▬▬ ▬▬▬▬▬ ▬▬ ▬▬▬▬ ▬▬▬▬▬ ▬▬▬ ▬▬▬▬ ▬▬ ▬▬▬▬▬ ▬▬▬ ▬▬▬▬ ▬▬ ▬▬▬▬▬▬ — [3, 1501, 314, 1505]
section-text-line: ▬▬▬ ▬▬▬▬ ▬▬ ▬▬▬▬▬ ▬▬▬ ▬▬▬▬ ▬▬ ▬▬▬▬▬▬ ▬▬▬ ▬▬▬▬ ▬▬▬▬▬ ▬▬ ▬▬▬▬ ▬▬▬▬▬ ▬▬▬ ▬▬▬▬ ▬▬ ▬▬▬▬▬ ▬▬▬ ▬▬▬▬ ▬▬ ▬▬▬▬▬▬ — [3, 1594, 314, 1598]
section-text-line: ▬▬▬ ▬▬▬▬ ▬▬ ▬▬▬▬▬ ▬▬▬ ▬▬▬▬ ▬▬ ▬▬▬▬▬▬ ▬▬▬ ▬▬▬▬ ▬▬▬▬▬ ▬▬ ▬▬▬▬ ▬▬▬▬▬ ▬▬▬ ▬▬▬▬ ▬▬ ▬▬▬▬▬ ▬▬▬ ▬▬▬▬ ▬▬ ▬▬▬▬▬▬ — [3, 854, 314, 858]
section-text-line: ▬▬▬ ▬▬▬▬ ▬▬ ▬▬▬▬▬ ▬▬▬ ▬▬▬▬ ▬▬ ▬▬▬▬▬▬ ▬▬▬ ▬▬▬▬ ▬▬▬▬▬ ▬▬ ▬▬▬▬ ▬▬▬▬▬ ▬▬▬ ▬▬▬▬ ▬▬ ▬▬▬▬▬ ▬▬▬ ▬▬▬▬ ▬▬ ▬▬▬▬▬▬ — [3, 819, 314, 823]
section-text-line: ▬▬▬ ▬▬▬▬ ▬▬ ▬▬▬▬▬ ▬▬▬ ▬▬▬▬ ▬▬ ▬▬▬▬▬▬ ▬▬▬ ▬▬▬▬ ▬▬▬▬▬ ▬▬ ▬▬▬▬ ▬▬▬▬▬ ▬▬▬ ▬▬▬▬ ▬▬ ▬▬▬▬▬ ▬▬▬ ▬▬▬▬ ▬▬ ▬▬▬▬▬▬ — [3, 766, 314, 770]
section-text-line: ▬▬▬ ▬▬▬▬ ▬▬ ▬▬▬▬▬ ▬▬▬ ▬▬▬▬ ▬▬ ▬▬▬▬▬▬ ▬▬▬ ▬▬▬▬ ▬▬▬▬▬ ▬▬ ▬▬▬▬ ▬▬▬▬▬ ▬▬▬ ▬▬▬▬ ▬▬ ▬▬▬▬▬ ▬▬▬ ▬▬▬▬ ▬▬ ▬▬▬▬▬▬ — [3, 1346, 314, 1350]
document-section — [3, 574, 314, 601]
section-text-line: ▬▬▬ ▬▬▬▬ ▬▬ ▬▬▬▬▬ ▬▬▬ ▬▬▬▬ ▬▬ ▬▬▬▬▬▬ ▬▬▬ ▬▬▬▬ ▬▬▬▬▬ ▬▬ ▬▬▬▬ ▬▬▬▬▬ ▬▬▬ ▬▬▬▬ ▬▬ ▬▬▬▬▬ ▬▬▬ ▬▬▬▬ ▬▬ ▬▬▬▬▬▬ — [3, 1514, 314, 1518]
section-text-line: ▬▬▬ ▬▬▬▬ ▬▬ ▬▬▬▬▬ ▬▬▬ ▬▬▬▬ ▬▬ ▬▬▬▬▬▬ ▬▬▬ ▬▬▬▬ ▬▬▬▬▬ ▬▬ ▬▬▬▬ ▬▬▬▬▬ ▬▬▬ ▬▬▬▬ ▬▬ ▬▬▬▬▬ ▬▬▬ ▬▬▬▬ ▬▬ ▬▬▬▬▬▬ — [3, 753, 314, 757]
section-text-line: ▬▬▬ ▬▬▬▬ ▬▬ ▬▬▬▬▬ ▬▬▬ ▬▬▬▬ ▬▬ ▬▬▬▬▬▬ ▬▬▬ ▬▬▬▬ ▬▬▬▬▬ ▬▬ ▬▬▬▬ ▬▬▬▬▬ ▬▬▬ ▬▬▬▬ ▬▬ ▬▬▬▬▬ ▬▬▬ ▬▬▬▬ ▬▬ ▬▬▬▬▬▬ — [3, 1777, 314, 1781]
section-text-line: ▬▬▬ ▬▬▬▬ ▬▬ ▬▬▬▬▬ ▬▬▬ ▬▬▬▬ ▬▬ ▬▬▬▬▬▬ ▬▬▬ ▬▬▬▬ ▬▬▬▬▬ ▬▬ ▬▬▬▬ ▬▬▬▬▬ ▬▬▬ ▬▬▬▬ ▬▬ ▬▬▬▬▬ ▬▬▬ ▬▬▬▬ ▬▬ ▬▬▬▬▬▬ — [3, 2149, 314, 2154]
section-text-line: ▬▬▬ ▬▬▬▬ ▬▬ ▬▬▬▬▬ ▬▬▬ ▬▬▬▬ ▬▬ ▬▬▬▬▬▬ ▬▬▬ ▬▬▬▬ ▬▬▬▬▬ ▬▬ ▬▬▬▬ ▬▬▬▬▬ ▬▬▬ ▬▬▬▬ ▬▬ ▬▬▬▬▬ ▬▬▬ ▬▬▬▬ ▬▬ ▬▬▬▬▬▬ — [3, 2108, 314, 2112]
section-text-line: ▬▬▬ ▬▬▬▬ ▬▬ ▬▬▬▬▬ ▬▬▬ ▬▬▬▬ ▬▬ ▬▬▬▬▬▬ ▬▬▬ ▬▬▬▬ ▬▬▬▬▬ ▬▬ ▬▬▬▬ ▬▬▬▬▬ ▬▬▬ ▬▬▬▬ ▬▬ ▬▬▬▬▬ ▬▬▬ ▬▬▬▬ ▬▬ ▬▬▬▬▬▬ — [3, 1866, 314, 1870]
section-text-line: ▬▬▬ ▬▬▬▬ ▬▬ ▬▬▬▬▬ ▬▬▬ ▬▬▬▬ ▬▬ ▬▬▬▬▬▬ ▬▬▬ ▬▬▬▬ ▬▬▬▬▬ ▬▬ ▬▬▬▬ ▬▬▬▬▬ ▬▬▬ ▬▬▬▬ ▬▬ ▬▬▬▬▬ ▬▬▬ ▬▬▬▬ ▬▬ ▬▬▬▬▬▬ — [3, 2226, 314, 2230]
section-text-line: ▬▬▬ ▬▬▬▬ ▬▬ ▬▬▬▬▬ ▬▬▬ ▬▬▬▬ ▬▬ ▬▬▬▬▬▬ ▬▬▬ ▬▬▬▬ ▬▬▬▬▬ ▬▬ ▬▬▬▬ ▬▬▬▬▬ ▬▬▬ ▬▬▬▬ ▬▬ ▬▬▬▬▬ ▬▬▬ ▬▬▬▬ ▬▬ ▬▬▬▬▬▬ — [3, 1311, 314, 1315]
section-text-line: ▬▬▬ ▬▬▬▬ ▬▬ ▬▬▬▬▬ ▬▬▬ ▬▬▬▬ ▬▬ ▬▬▬▬▬▬ ▬▬▬ ▬▬▬▬ ▬▬▬▬▬ ▬▬ ▬▬▬▬ ▬▬▬▬▬ ▬▬▬ ▬▬▬▬ ▬▬ ▬▬▬▬▬ ▬▬▬ ▬▬▬▬ ▬▬ ▬▬▬▬▬▬ — [3, 281, 314, 285]
section-text-line: ▬▬▬ ▬▬▬▬ ▬▬ ▬▬▬▬▬ ▬▬▬ ▬▬▬▬ ▬▬ ▬▬▬▬▬▬ ▬▬▬ ▬▬▬▬ ▬▬▬▬▬ ▬▬ ▬▬▬▬ ▬▬▬▬▬ ▬▬▬ ▬▬▬▬ ▬▬ ▬▬▬▬▬ ▬▬▬ ▬▬▬▬ ▬▬ ▬▬▬▬▬▬ — [3, 1253, 314, 1257]
section-text-line: ▬▬▬ ▬▬▬▬ ▬▬ ▬▬▬▬▬ ▬▬▬ ▬▬▬▬ ▬▬ ▬▬▬▬▬▬ ▬▬▬ ▬▬▬▬ ▬▬▬▬▬ ▬▬ ▬▬▬▬ ▬▬▬▬▬ ▬▬▬ ▬▬▬▬ ▬▬ ▬▬▬▬▬ ▬▬▬ ▬▬▬▬ ▬▬ ▬▬▬▬▬▬ — [3, 1773, 314, 1777]
section-text-line: ▬▬▬ ▬▬▬▬ ▬▬ ▬▬▬▬▬ ▬▬▬ ▬▬▬▬ ▬▬ ▬▬▬▬▬▬ ▬▬▬ ▬▬▬▬ ▬▬▬▬▬ ▬▬ ▬▬▬▬ ▬▬▬▬▬ ▬▬▬ ▬▬▬▬ ▬▬ ▬▬▬▬▬ ▬▬▬ ▬▬▬▬ ▬▬ ▬▬▬▬▬▬ — [3, 1497, 314, 1501]
section-text-line: ▬▬▬ ▬▬▬▬ ▬▬ ▬▬▬▬▬ ▬▬▬ ▬▬▬▬ ▬▬ ▬▬▬▬▬▬ ▬▬▬ ▬▬▬▬ ▬▬▬▬▬ ▬▬ ▬▬▬▬ ▬▬▬▬▬ ▬▬▬ ▬▬▬▬ ▬▬ ▬▬▬▬▬ ▬▬▬ ▬▬▬▬ ▬▬ ▬▬▬▬▬▬ — [3, 1137, 314, 1141]
section-text-line: ▬▬▬ ▬▬▬▬ ▬▬ ▬▬▬▬▬ ▬▬▬ ▬▬▬▬ ▬▬ ▬▬▬▬▬▬ ▬▬▬ ▬▬▬▬ ▬▬▬▬▬ ▬▬ ▬▬▬▬ ▬▬▬▬▬ ▬▬▬ ▬▬▬▬ ▬▬ ▬▬▬▬▬ ▬▬▬ ▬▬▬▬ ▬▬ ▬▬▬▬▬▬ — [3, 995, 314, 999]
section-text-line: ▬▬▬ ▬▬▬▬ ▬▬ ▬▬▬▬▬ ▬▬▬ ▬▬▬▬ ▬▬ ▬▬▬▬▬▬ ▬▬▬ ▬▬▬▬ ▬▬▬▬▬ ▬▬ ▬▬▬▬ ▬▬▬▬▬ ▬▬▬ ▬▬▬▬ ▬▬ ▬▬▬▬▬ ▬▬▬ ▬▬▬▬ ▬▬ ▬▬▬▬▬▬ — [3, 659, 314, 664]
section-text-line: ▬▬▬ ▬▬▬▬ ▬▬ ▬▬▬▬▬ ▬▬▬ ▬▬▬▬ ▬▬ ▬▬▬▬▬▬ ▬▬▬ ▬▬▬▬ ▬▬▬▬▬ ▬▬ ▬▬▬▬ ▬▬▬▬▬ ▬▬▬ ▬▬▬▬ ▬▬ ▬▬▬▬▬ ▬▬▬ ▬▬▬▬ ▬▬ ▬▬▬▬▬▬ — [3, 1350, 314, 1354]
section-text-line: ▬▬▬ ▬▬▬▬ ▬▬ ▬▬▬▬▬ ▬▬▬ ▬▬▬▬ ▬▬ ▬▬▬▬▬▬ ▬▬▬ ▬▬▬▬ ▬▬▬▬▬ ▬▬ ▬▬▬▬ ▬▬▬▬▬ ▬▬▬ ▬▬▬▬ ▬▬ ▬▬▬▬▬ ▬▬▬ ▬▬▬▬ ▬▬ ▬▬▬▬▬▬ — [3, 1035, 314, 1039]
section-text-line: ▬▬▬ ▬▬▬▬ ▬▬ ▬▬▬▬▬ ▬▬▬ ▬▬▬▬ ▬▬ ▬▬▬▬▬▬ ▬▬▬ ▬▬▬▬ ▬▬▬▬▬ ▬▬ ▬▬▬▬ ▬▬▬▬▬ ▬▬▬ ▬▬▬▬ ▬▬ ▬▬▬▬▬ ▬▬▬ ▬▬▬▬ ▬▬ ▬▬▬▬▬▬ — [3, 501, 314, 505]
section-text-line: ▬▬▬ ▬▬▬▬ ▬▬ ▬▬▬▬▬ ▬▬▬ ▬▬▬▬ ▬▬ ▬▬▬▬▬▬ ▬▬▬ ▬▬▬▬ ▬▬▬▬▬ ▬▬ ▬▬▬▬ ▬▬▬▬▬ ▬▬▬ ▬▬▬▬ ▬▬ ▬▬▬▬▬ ▬▬▬ ▬▬▬▬ ▬▬ ▬▬▬▬▬▬ — [3, 1737, 314, 1741]
section-text-line: ▬▬▬ ▬▬▬▬ ▬▬ ▬▬▬▬▬ ▬▬▬ ▬▬▬▬ ▬▬ ▬▬▬▬▬▬ ▬▬▬ ▬▬▬▬ ▬▬▬▬▬ ▬▬ ▬▬▬▬ ▬▬▬▬▬ ▬▬▬ ▬▬▬▬ ▬▬ ▬▬▬▬▬ ▬▬▬ ▬▬▬▬ ▬▬ ▬▬▬▬▬▬ — [3, 878, 314, 882]
section-heading: Předávkování — [3, 874, 25, 878]
section-text-line: ▬▬▬ ▬▬▬▬ ▬▬ ▬▬▬▬▬ ▬▬▬ ▬▬▬▬ ▬▬ ▬▬▬▬▬▬ ▬▬▬ ▬▬▬▬ ▬▬▬▬▬ ▬▬ ▬▬▬▬ ▬▬▬▬▬ ▬▬▬ ▬▬▬▬ ▬▬ ▬▬▬▬▬ ▬▬▬ ▬▬▬▬ ▬▬ ▬▬▬▬▬▬ — [3, 1942, 314, 1946]
section-text-line: ▬▬▬ ▬▬▬▬ ▬▬ ▬▬▬▬▬ ▬▬▬ ▬▬▬▬ ▬▬ ▬▬▬▬▬▬ ▬▬▬ ▬▬▬▬ ▬▬▬▬▬ ▬▬ ▬▬▬▬ ▬▬▬▬▬ ▬▬▬ ▬▬▬▬ ▬▬ ▬▬▬▬▬ ▬▬▬ ▬▬▬▬ ▬▬ ▬▬▬▬▬▬ — [3, 1079, 314, 1083]
section-text-line: ▬▬▬ ▬▬▬▬ ▬▬ ▬▬▬▬▬ ▬▬▬ ▬▬▬▬ ▬▬ ▬▬▬▬▬▬ ▬▬▬ ▬▬▬▬ ▬▬▬▬▬ ▬▬ ▬▬▬▬ ▬▬▬▬▬ ▬▬▬ ▬▬▬▬ ▬▬ ▬▬▬▬▬ ▬▬▬ ▬▬▬▬ ▬▬ ▬▬▬▬▬▬ — [3, 2070, 314, 2074]
section-text-line: ▬▬▬ ▬▬▬▬ ▬▬ ▬▬▬▬▬ ▬▬▬ ▬▬▬▬ ▬▬ ▬▬▬▬▬▬ ▬▬▬ ▬▬▬▬ ▬▬▬▬▬ ▬▬ ▬▬▬▬ ▬▬▬▬▬ ▬▬▬ ▬▬▬▬ ▬▬ ▬▬▬▬▬ ▬▬▬ ▬▬▬▬ ▬▬ ▬▬▬▬▬▬ — [3, 487, 314, 491]
section-text-line: ▬▬▬ ▬▬▬▬ ▬▬ ▬▬▬▬▬ ▬▬▬ ▬▬▬▬ ▬▬ ▬▬▬▬▬▬ ▬▬▬ ▬▬▬▬ ▬▬▬▬▬ ▬▬ ▬▬▬▬ ▬▬▬▬▬ ▬▬▬ ▬▬▬▬ ▬▬ ▬▬▬▬▬ ▬▬▬ ▬▬▬▬ ▬▬ ▬▬▬▬▬▬ — [3, 79, 314, 83]
section-text-line: ▬▬▬ ▬▬▬▬ ▬▬ ▬▬▬▬▬ ▬▬▬ ▬▬▬▬ ▬▬ ▬▬▬▬▬▬ ▬▬▬ ▬▬▬▬ ▬▬▬▬▬ ▬▬ ▬▬▬▬ ▬▬▬▬▬ ▬▬▬ ▬▬▬▬ ▬▬ ▬▬▬▬▬ ▬▬▬ ▬▬▬▬ ▬▬ ▬▬▬▬▬▬ — [3, 673, 314, 677]
section-text-line: ▬▬▬ ▬▬▬▬ ▬▬ ▬▬▬▬▬ ▬▬▬ ▬▬▬▬ ▬▬ ▬▬▬▬▬▬ ▬▬▬ ▬▬▬▬ ▬▬▬▬▬ ▬▬ ▬▬▬▬ ▬▬▬▬▬ ▬▬▬ ▬▬▬▬ ▬▬ ▬▬▬▬▬ ▬▬▬ ▬▬▬▬ ▬▬ ▬▬▬▬▬▬ — [3, 1176, 314, 1180]
section-text-line: ▬▬▬ ▬▬▬▬ ▬▬ ▬▬▬▬▬ ▬▬▬ ▬▬▬▬ ▬▬ ▬▬▬▬▬▬ ▬▬▬ ▬▬▬▬ ▬▬▬▬▬ ▬▬ ▬▬▬▬ ▬▬▬▬▬ ▬▬▬ ▬▬▬▬ ▬▬ ▬▬▬▬▬ ▬▬▬ ▬▬▬▬ ▬▬ ▬▬▬▬▬▬ — [3, 326, 314, 330]
section-text-line: ▬▬▬ ▬▬▬▬ ▬▬ ▬▬▬▬▬ ▬▬▬ ▬▬▬▬ ▬▬ ▬▬▬▬▬▬ ▬▬▬ ▬▬▬▬ ▬▬▬▬▬ ▬▬ ▬▬▬▬ ▬▬▬▬▬ ▬▬▬ ▬▬▬▬ ▬▬ ▬▬▬▬▬ ▬▬▬ ▬▬▬▬ ▬▬ ▬▬▬▬▬▬ — [3, 2192, 314, 2196]
document-section — [3, 1880, 314, 2018]
section-text-line: ▬▬▬ ▬▬▬▬ ▬▬ ▬▬▬▬▬ ▬▬▬ ▬▬▬▬ ▬▬ ▬▬▬▬▬▬ ▬▬▬ ▬▬▬▬ ▬▬▬▬▬ ▬▬ ▬▬▬▬ ▬▬▬▬▬ ▬▬▬ ▬▬▬▬ ▬▬ ▬▬▬▬▬ ▬▬▬ ▬▬▬▬ ▬▬ ▬▬▬▬▬▬ — [3, 1399, 314, 1403]
section-text-line: ▬▬▬ ▬▬▬▬ ▬▬ ▬▬▬▬▬ ▬▬▬ ▬▬▬▬ ▬▬ ▬▬▬▬▬▬ ▬▬▬ ▬▬▬▬ ▬▬▬▬▬ ▬▬ ▬▬▬▬ ▬▬▬▬▬ ▬▬▬ ▬▬▬▬ ▬▬ ▬▬▬▬▬ ▬▬▬ ▬▬▬▬ ▬▬ ▬▬▬▬▬▬ — [3, 1903, 314, 1907]
section-text-line: ▬▬▬ ▬▬▬▬ ▬▬ ▬▬▬▬▬ ▬▬▬ ▬▬▬▬ ▬▬ ▬▬▬▬▬▬ ▬▬▬ ▬▬▬▬ ▬▬▬▬▬ ▬▬ ▬▬▬▬ ▬▬▬▬▬ ▬▬▬ ▬▬▬▬ ▬▬ ▬▬▬▬▬ ▬▬▬ ▬▬▬▬ ▬▬ ▬▬▬▬▬▬ — [3, 1368, 314, 1372]
section-text-line: ▬▬▬ ▬▬▬▬ ▬▬ ▬▬▬▬▬ ▬▬▬ ▬▬▬▬ ▬▬ ▬▬▬▬▬▬ ▬▬▬ ▬▬▬▬ ▬▬▬▬▬ ▬▬ ▬▬▬▬ ▬▬▬▬▬ ▬▬▬ ▬▬▬▬ ▬▬ ▬▬▬▬▬ ▬▬▬ ▬▬▬▬ ▬▬ ▬▬▬▬▬▬ — [3, 2207, 314, 2211]
section-text-line: ▬▬▬ ▬▬▬▬ ▬▬ ▬▬▬▬▬ ▬▬▬ ▬▬▬▬ ▬▬ ▬▬▬▬▬▬ ▬▬▬ ▬▬▬▬ ▬▬▬▬▬ ▬▬ ▬▬▬▬ ▬▬▬▬▬ ▬▬▬ ▬▬▬▬ ▬▬ ▬▬▬▬▬ ▬▬▬ ▬▬▬▬ ▬▬ ▬▬▬▬▬▬ — [3, 308, 314, 312]
section-text-line: ▬▬▬ ▬▬▬▬ ▬▬ ▬▬▬▬▬ ▬▬▬ ▬▬▬▬ ▬▬ ▬▬▬▬▬▬ ▬▬▬ ▬▬▬▬ ▬▬▬▬▬ ▬▬ ▬▬▬▬ ▬▬▬▬▬ ▬▬▬ ▬▬▬▬ ▬▬ ▬▬▬▬▬ ▬▬▬ ▬▬▬▬ ▬▬ ▬▬▬▬▬▬ — [3, 695, 314, 699]
section-text-line: ▬▬▬ ▬▬▬▬ ▬▬ ▬▬▬▬▬ ▬▬▬ ▬▬▬▬ ▬▬ ▬▬▬▬▬▬ ▬▬▬ ▬▬▬▬ ▬▬▬▬▬ ▬▬ ▬▬▬▬ ▬▬▬▬▬ ▬▬▬ ▬▬▬▬ ▬▬ ▬▬▬▬▬ ▬▬▬ ▬▬▬▬ ▬▬ ▬▬▬▬▬▬ — [3, 1324, 314, 1328]
section-text-line: ▬▬▬ ▬▬▬▬ ▬▬ ▬▬▬▬▬ ▬▬▬ ▬▬▬▬ ▬▬ ▬▬▬▬▬▬ ▬▬▬ ▬▬▬▬ ▬▬▬▬▬ ▬▬ ▬▬▬▬ ▬▬▬▬▬ ▬▬▬ ▬▬▬▬ ▬▬ ▬▬▬▬▬ ▬▬▬ ▬▬▬▬ ▬▬ ▬▬▬▬▬▬ — [3, 511, 314, 515]
section-text-line: ▬▬▬ ▬▬▬▬ ▬▬ ▬▬▬▬▬ ▬▬▬ ▬▬▬▬ ▬▬ ▬▬▬▬▬▬ ▬▬▬ ▬▬▬▬ ▬▬▬▬▬ ▬▬ ▬▬▬▬ ▬▬▬▬▬ ▬▬▬ ▬▬▬▬ ▬▬ ▬▬▬▬▬ ▬▬▬ ▬▬▬▬ ▬▬ ▬▬▬▬▬▬ — [3, 964, 314, 968]
section-text-line: ▬▬▬ ▬▬▬▬ ▬▬ ▬▬▬▬▬ ▬▬▬ ▬▬▬▬ ▬▬ ▬▬▬▬▬▬ ▬▬▬ ▬▬▬▬ ▬▬▬▬▬ ▬▬ ▬▬▬▬ ▬▬▬▬▬ ▬▬▬ ▬▬▬▬ ▬▬ ▬▬▬▬▬ ▬▬▬ ▬▬▬▬ ▬▬ ▬▬▬▬▬▬ — [3, 1271, 314, 1275]
section-text-line: ▬▬▬ ▬▬▬▬ ▬▬ ▬▬▬▬▬ ▬▬▬ ▬▬▬▬ ▬▬ ▬▬▬▬▬▬ ▬▬▬ ▬▬▬▬ ▬▬▬▬▬ ▬▬ ▬▬▬▬ ▬▬▬▬▬ ▬▬▬ ▬▬▬▬ ▬▬ ▬▬▬▬▬ ▬▬▬ ▬▬▬▬ ▬▬ ▬▬▬▬▬▬ — [3, 646, 314, 650]
section-text-line: ▬▬▬ ▬▬▬▬ ▬▬ ▬▬▬▬▬ ▬▬▬ ▬▬▬▬ ▬▬ ▬▬▬▬▬▬ ▬▬▬ ▬▬▬▬ ▬▬▬▬▬ ▬▬ ▬▬▬▬ ▬▬▬▬▬ ▬▬▬ ▬▬▬▬ ▬▬ ▬▬▬▬▬ ▬▬▬ ▬▬▬▬ ▬▬ ▬▬▬▬▬▬ — [3, 469, 314, 473]
section-text-line: ▬▬▬ ▬▬▬▬ ▬▬ ▬▬▬▬▬ ▬▬▬ ▬▬▬▬ ▬▬ ▬▬▬▬▬▬ ▬▬▬ ▬▬▬▬ ▬▬▬▬▬ ▬▬ ▬▬▬▬ ▬▬▬▬▬ ▬▬▬ ▬▬▬▬ ▬▬ ▬▬▬▬▬ ▬▬▬ ▬▬▬▬ ▬▬ ▬▬▬▬▬▬ — [3, 788, 314, 792]
section-text-line: ▬▬▬ ▬▬▬▬ ▬▬ ▬▬▬▬▬ ▬▬▬ ▬▬▬▬ ▬▬ ▬▬▬▬▬▬ ▬▬▬ ▬▬▬▬ ▬▬▬▬▬ ▬▬ ▬▬▬▬ ▬▬▬▬▬ ▬▬▬ ▬▬▬▬ ▬▬ ▬▬▬▬▬ ▬▬▬ ▬▬▬▬ ▬▬ ▬▬▬▬▬▬ — [3, 1951, 314, 1955]
section-text-line: ▬▬▬ ▬▬▬▬ ▬▬ ▬▬▬▬▬ ▬▬▬ ▬▬▬▬ ▬▬ ▬▬▬▬▬▬ ▬▬▬ ▬▬▬▬ ▬▬▬▬▬ ▬▬ ▬▬▬▬ ▬▬▬▬▬ ▬▬▬ ▬▬▬▬ ▬▬ ▬▬▬▬▬ ▬▬▬ ▬▬▬▬ ▬▬ ▬▬▬▬▬▬ — [3, 1021, 314, 1025]
section-text-line: ▬▬▬ ▬▬▬▬ ▬▬ ▬▬▬▬▬ ▬▬▬ ▬▬▬▬ ▬▬ ▬▬▬▬▬▬ ▬▬▬ ▬▬▬▬ ▬▬▬▬▬ ▬▬ ▬▬▬▬ ▬▬▬▬▬ ▬▬▬ ▬▬▬▬ ▬▬ ▬▬▬▬▬ ▬▬▬ ▬▬▬▬ ▬▬ ▬▬▬▬▬▬ — [3, 937, 314, 941]
document-section — [3, 358, 314, 496]
section-text-line: ▬▬▬ ▬▬▬▬ ▬▬ ▬▬▬▬▬ ▬▬▬ ▬▬▬▬ ▬▬ ▬▬▬▬▬▬ ▬▬▬ ▬▬▬▬ ▬▬▬▬▬ ▬▬ ▬▬▬▬ ▬▬▬▬▬ ▬▬▬ ▬▬▬▬ ▬▬ ▬▬▬▬▬ ▬▬▬ ▬▬▬▬ ▬▬ ▬▬▬▬▬▬ — [3, 1541, 314, 1545]
section-text-line: ▬▬▬ ▬▬▬▬ ▬▬ ▬▬▬▬▬ ▬▬▬ ▬▬▬▬ ▬▬ ▬▬▬▬▬▬ ▬▬▬ ▬▬▬▬ ▬▬▬▬▬ ▬▬ ▬▬▬▬ ▬▬▬▬▬ ▬▬▬ ▬▬▬▬ ▬▬ ▬▬▬▬▬ ▬▬▬ ▬▬▬▬ ▬▬ ▬▬▬▬▬▬ — [3, 137, 314, 141]
section-text-line: ▬▬▬ ▬▬▬▬ ▬▬ ▬▬▬▬▬ ▬▬▬ ▬▬▬▬ ▬▬ ▬▬▬▬▬▬ ▬▬▬ ▬▬▬▬ ▬▬▬▬▬ ▬▬ ▬▬▬▬ ▬▬▬▬▬ ▬▬▬ ▬▬▬▬ ▬▬ ▬▬▬▬▬ ▬▬▬ ▬▬▬▬ ▬▬ ▬▬▬▬▬▬ — [3, 690, 314, 694]
section-text-line: ▬▬▬ ▬▬▬▬ ▬▬ ▬▬▬▬▬ ▬▬▬ ▬▬▬▬ ▬▬ ▬▬▬▬▬▬ ▬▬▬ ▬▬▬▬ ▬▬▬▬▬ ▬▬ ▬▬▬▬ ▬▬▬▬▬ ▬▬▬ ▬▬▬▬ ▬▬ ▬▬▬▬▬ ▬▬▬ ▬▬▬▬ ▬▬ ▬▬▬▬▬▬ — [3, 2037, 314, 2041]
section-text-line: ▬▬▬ ▬▬▬▬ ▬▬ ▬▬▬▬▬ ▬▬▬ ▬▬▬▬ ▬▬ ▬▬▬▬▬▬ ▬▬▬ ▬▬▬▬ ▬▬▬▬▬ ▬▬ ▬▬▬▬ ▬▬▬▬▬ ▬▬▬ ▬▬▬▬ ▬▬ ▬▬▬▬▬ ▬▬▬ ▬▬▬▬ ▬▬ ▬▬▬▬▬▬ — [3, 1995, 314, 1999]
section-text-line: ▬▬▬ ▬▬▬▬ ▬▬ ▬▬▬▬▬ ▬▬▬ ▬▬▬▬ ▬▬ ▬▬▬▬▬▬ ▬▬▬ ▬▬▬▬ ▬▬▬▬▬ ▬▬ ▬▬▬▬ ▬▬▬▬▬ ▬▬▬ ▬▬▬▬ ▬▬ ▬▬▬▬▬ ▬▬▬ ▬▬▬▬ ▬▬ ▬▬▬▬▬▬ — [3, 2188, 314, 2192]
section-text-line: ▬▬▬ ▬▬▬▬ ▬▬ ▬▬▬▬▬ ▬▬▬ ▬▬▬▬ ▬▬ ▬▬▬▬▬▬ ▬▬▬ ▬▬▬▬ ▬▬▬▬▬ ▬▬ ▬▬▬▬ ▬▬▬▬▬ ▬▬▬ ▬▬▬▬ ▬▬ ▬▬▬▬▬ ▬▬▬ ▬▬▬▬ ▬▬ ▬▬▬▬▬▬ — [3, 1203, 314, 1207]
section-text-line: ▬▬▬ ▬▬▬▬ ▬▬ ▬▬▬▬▬ ▬▬▬ ▬▬▬▬ ▬▬ ▬▬▬▬▬▬ ▬▬▬ ▬▬▬▬ ▬▬▬▬▬ ▬▬ ▬▬▬▬ ▬▬▬▬▬ ▬▬▬ ▬▬▬▬ ▬▬ ▬▬▬▬▬ ▬▬▬ ▬▬▬▬ ▬▬ ▬▬▬▬▬▬ — [3, 1755, 314, 1759]
section-text-line: ▬▬▬ ▬▬▬▬ ▬▬ ▬▬▬▬▬ ▬▬▬ ▬▬▬▬ ▬▬ ▬▬▬▬▬▬ ▬▬▬ ▬▬▬▬ ▬▬▬▬▬ ▬▬ ▬▬▬▬ ▬▬▬▬▬ ▬▬▬ ▬▬▬▬ ▬▬ ▬▬▬▬▬ ▬▬▬ ▬▬▬▬ ▬▬ ▬▬▬▬▬▬ — [3, 1589, 314, 1594]
section-text-line: ▬▬▬ ▬▬▬▬ ▬▬ ▬▬▬▬▬ ▬▬▬ ▬▬▬▬ ▬▬ ▬▬▬▬▬▬ ▬▬▬ ▬▬▬▬ ▬▬▬▬▬ ▬▬ ▬▬▬▬ ▬▬▬▬▬ ▬▬▬ ▬▬▬▬ ▬▬ ▬▬▬▬▬ ▬▬▬ ▬▬▬▬ ▬▬ ▬▬▬▬▬▬ — [3, 587, 314, 591]
section-text-line: ▬▬▬ ▬▬▬▬ ▬▬ ▬▬▬▬▬ ▬▬▬ ▬▬▬▬ ▬▬ ▬▬▬▬▬▬ ▬▬▬ ▬▬▬▬ ▬▬▬▬▬ ▬▬ ▬▬▬▬ ▬▬▬▬▬ ▬▬▬ ▬▬▬▬ ▬▬ ▬▬▬▬▬ ▬▬▬ ▬▬▬▬ ▬▬ ▬▬▬▬▬▬ — [3, 583, 314, 587]
section-text-line: ▬▬▬ ▬▬▬▬ ▬▬ ▬▬▬▬▬ ▬▬▬ ▬▬▬▬ ▬▬ ▬▬▬▬▬▬ ▬▬▬ ▬▬▬▬ ▬▬▬▬▬ ▬▬ ▬▬▬▬ ▬▬▬▬▬ ▬▬▬ ▬▬▬▬ ▬▬ ▬▬▬▬▬ ▬▬▬ ▬▬▬▬ ▬▬ ▬▬▬▬▬▬ — [3, 491, 314, 495]
section-text-line: ▬▬▬ ▬▬▬▬ ▬▬ ▬▬▬▬▬ ▬▬▬ ▬▬▬▬ ▬▬ ▬▬▬▬▬▬ ▬▬▬ ▬▬▬▬ ▬▬▬▬▬ ▬▬ ▬▬▬▬ ▬▬▬▬▬ ▬▬▬ ▬▬▬▬ ▬▬ ▬▬▬▬▬ ▬▬▬ ▬▬▬▬ ▬▬ ▬▬▬▬▬▬ — [3, 1229, 314, 1233]
section-text-line: ▬▬▬ ▬▬▬▬ ▬▬ ▬▬▬▬▬ ▬▬▬ ▬▬▬▬ ▬▬ ▬▬▬▬▬▬ ▬▬▬ ▬▬▬▬ ▬▬▬▬▬ ▬▬ ▬▬▬▬ ▬▬▬▬▬ ▬▬▬ ▬▬▬▬ ▬▬ ▬▬▬▬▬ ▬▬▬ ▬▬▬▬ ▬▬ ▬▬▬▬▬▬ — [3, 1216, 314, 1220]
section-text-line: ▬▬▬ ▬▬▬▬ ▬▬ ▬▬▬▬▬ ▬▬▬ ▬▬▬▬ ▬▬ ▬▬▬▬▬▬ ▬▬▬ ▬▬▬▬ ▬▬▬▬▬ ▬▬ ▬▬▬▬ ▬▬▬▬▬ ▬▬▬ ▬▬▬▬ ▬▬ ▬▬▬▬▬ ▬▬▬ ▬▬▬▬ ▬▬ ▬▬▬▬▬▬ — [3, 321, 314, 326]
section-text-line: ▬▬▬ ▬▬▬▬ ▬▬ ▬▬▬▬▬ ▬▬▬ ▬▬▬▬ ▬▬ ▬▬▬▬▬▬ ▬▬▬ ▬▬▬▬ ▬▬▬▬▬ ▬▬ ▬▬▬▬ ▬▬▬▬▬ ▬▬▬ ▬▬▬▬ ▬▬ ▬▬▬▬▬ ▬▬▬ ▬▬▬▬ ▬▬ ▬▬▬▬▬▬ — [3, 1613, 314, 1617]
section-text-line: ▬▬▬ ▬▬▬▬ ▬▬ ▬▬▬▬▬ ▬▬▬ ▬▬▬▬ ▬▬ ▬▬▬▬▬▬ ▬▬▬ ▬▬▬▬ ▬▬▬▬▬ ▬▬ ▬▬▬▬ ▬▬▬▬▬ ▬▬▬ ▬▬▬▬ ▬▬ ▬▬▬▬▬ ▬▬▬ ▬▬▬▬ ▬▬ ▬▬▬▬▬▬ — [3, 151, 314, 156]
section-text-line: ▬▬▬ ▬▬▬▬ ▬▬ ▬▬▬▬▬ ▬▬▬ ▬▬▬▬ ▬▬ ▬▬▬▬▬▬ ▬▬▬ ▬▬▬▬ ▬▬▬▬▬ ▬▬ ▬▬▬▬ ▬▬▬▬▬ ▬▬▬ ▬▬▬▬ ▬▬ ▬▬▬▬▬ ▬▬▬ ▬▬▬▬ ▬▬ ▬▬▬▬▬▬ — [3, 927, 314, 931]
section-text-line: ▬▬▬ ▬▬▬▬ ▬▬ ▬▬▬▬▬ ▬▬▬ ▬▬▬▬ ▬▬ ▬▬▬▬▬▬ ▬▬▬ ▬▬▬▬ ▬▬▬▬▬ ▬▬ ▬▬▬▬ ▬▬▬▬▬ ▬▬▬ ▬▬▬▬ ▬▬ ▬▬▬▬▬ ▬▬▬ ▬▬▬▬ ▬▬ ▬▬▬▬▬▬ — [3, 412, 314, 416]
section-text-line: ▬▬▬ ▬▬▬▬ ▬▬ ▬▬▬▬▬ ▬▬▬ ▬▬▬▬ ▬▬ ▬▬▬▬▬▬ ▬▬▬ ▬▬▬▬ ▬▬▬▬▬ ▬▬ ▬▬▬▬ ▬▬▬▬▬ ▬▬▬ ▬▬▬▬ ▬▬ ▬▬▬▬▬ ▬▬▬ ▬▬▬▬ ▬▬ ▬▬▬▬▬▬ — [3, 277, 314, 281]
section-text-line: ▬▬▬ ▬▬▬▬ ▬▬ ▬▬▬▬▬ ▬▬▬ ▬▬▬▬ ▬▬ ▬▬▬▬▬▬ ▬▬▬ ▬▬▬▬ ▬▬▬▬▬ ▬▬ ▬▬▬▬ ▬▬▬▬▬ ▬▬▬ ▬▬▬▬ ▬▬ ▬▬▬▬▬ ▬▬▬ ▬▬▬▬ ▬▬ ▬▬▬▬▬▬ — [3, 682, 314, 686]
section-heading: Předklinické údaje vztahující se k bezpečnosti — [3, 1880, 78, 1885]
section-text-line: ▬▬▬ ▬▬▬▬ ▬▬ ▬▬▬▬▬ ▬▬▬ ▬▬▬▬ ▬▬ ▬▬▬▬▬▬ ▬▬▬ ▬▬▬▬ ▬▬▬▬▬ ▬▬ ▬▬▬▬ ▬▬▬▬▬ ▬▬▬ ▬▬▬▬ ▬▬ ▬▬▬▬▬ ▬▬▬ ▬▬▬▬ ▬▬ ▬▬▬▬▬▬ — [3, 506, 314, 510]
section-text-line: ▬▬▬ ▬▬▬▬ ▬▬ ▬▬▬▬▬ ▬▬▬ ▬▬▬▬ ▬▬ ▬▬▬▬▬▬ ▬▬▬ ▬▬▬▬ ▬▬▬▬▬ ▬▬ ▬▬▬▬ ▬▬▬▬▬ ▬▬▬ ▬▬▬▬ ▬▬ ▬▬▬▬▬ ▬▬▬ ▬▬▬▬ ▬▬ ▬▬▬▬▬▬ — [3, 482, 314, 486]
section-text-line: ▬▬▬ ▬▬▬▬ ▬▬ ▬▬▬▬▬ ▬▬▬ ▬▬▬▬ ▬▬ ▬▬▬▬▬▬ ▬▬▬ ▬▬▬▬ ▬▬▬▬▬ ▬▬ ▬▬▬▬ ▬▬▬▬▬ ▬▬▬ ▬▬▬▬ ▬▬ ▬▬▬▬▬ ▬▬▬ ▬▬▬▬ ▬▬ ▬▬▬▬▬▬ — [3, 2065, 314, 2069]
section-text-line: ▬▬▬ ▬▬▬▬ ▬▬ ▬▬▬▬▬ ▬▬▬ ▬▬▬▬ ▬▬ ▬▬▬▬▬▬ ▬▬▬ ▬▬▬▬ ▬▬▬▬▬ ▬▬ ▬▬▬▬ ▬▬▬▬▬ ▬▬▬ ▬▬▬▬ ▬▬ ▬▬▬▬▬ ▬▬▬ ▬▬▬▬ ▬▬ ▬▬▬▬▬▬ — [3, 797, 314, 801]
section-text-line: ▬▬▬ ▬▬▬▬ ▬▬ ▬▬▬▬▬ ▬▬▬ ▬▬▬▬ ▬▬ ▬▬▬▬▬▬ ▬▬▬ ▬▬▬▬ ▬▬▬▬▬ ▬▬ ▬▬▬▬ ▬▬▬▬▬ ▬▬▬ ▬▬▬▬ ▬▬ ▬▬▬▬▬ ▬▬▬ ▬▬▬▬ ▬▬ ▬▬▬▬▬▬ — [3, 312, 314, 316]
document-section — [3, 2179, 314, 2201]
section-text-line: ▬▬▬ ▬▬▬▬ ▬▬ ▬▬▬▬▬ ▬▬▬ ▬▬▬▬ ▬▬ ▬▬▬▬▬▬ ▬▬▬ ▬▬▬▬ ▬▬▬▬▬ ▬▬ ▬▬▬▬ ▬▬▬▬▬ ▬▬▬ ▬▬▬▬ ▬▬ ▬▬▬▬▬ ▬▬▬ ▬▬▬▬ ▬▬ ▬▬▬▬▬▬ — [3, 1395, 314, 1399]
section-text-line: ▬▬▬ ▬▬▬▬ ▬▬ ▬▬▬▬▬ ▬▬▬ ▬▬▬▬ ▬▬ ▬▬▬▬▬▬ ▬▬▬ ▬▬▬▬ ▬▬▬▬▬ ▬▬ ▬▬▬▬ ▬▬▬▬▬ ▬▬▬ ▬▬▬▬ ▬▬ ▬▬▬▬▬ ▬▬▬ ▬▬▬▬ ▬▬ ▬▬▬▬▬▬ — [3, 1088, 314, 1092]
section-text-line: ▬▬▬ ▬▬▬▬ ▬▬ ▬▬▬▬▬ ▬▬▬ ▬▬▬▬ ▬▬ ▬▬▬▬▬▬ ▬▬▬ ▬▬▬▬ ▬▬▬▬▬ ▬▬ ▬▬▬▬ ▬▬▬▬▬ ▬▬▬ ▬▬▬▬ ▬▬ ▬▬▬▬▬ ▬▬▬ ▬▬▬▬ ▬▬ ▬▬▬▬▬▬ — [3, 1911, 314, 1916]
section-text-line: ▬▬▬ ▬▬▬▬ ▬▬ ▬▬▬▬▬ ▬▬▬ ▬▬▬▬ ▬▬ ▬▬▬▬▬▬ ▬▬▬ ▬▬▬▬ ▬▬▬▬▬ ▬▬ ▬▬▬▬ ▬▬▬▬▬ ▬▬▬ ▬▬▬▬ ▬▬ ▬▬▬▬▬ ▬▬▬ ▬▬▬▬ ▬▬ ▬▬▬▬▬▬ — [3, 1640, 314, 1644]
section-text-line: ▬▬▬ ▬▬▬▬ ▬▬ ▬▬▬▬▬ ▬▬▬ ▬▬▬▬ ▬▬ ▬▬▬▬▬▬ ▬▬▬ ▬▬▬▬ ▬▬▬▬▬ ▬▬ ▬▬▬▬ ▬▬▬▬▬ ▬▬▬ ▬▬▬▬ ▬▬ ▬▬▬▬▬ ▬▬▬ ▬▬▬▬ ▬▬ ▬▬▬▬▬▬ — [3, 1359, 314, 1363]
section-text-line: ▬▬▬ ▬▬▬▬ ▬▬ ▬▬▬▬▬ ▬▬▬ ▬▬▬▬ ▬▬ ▬▬▬▬▬▬ ▬▬▬ ▬▬▬▬ ▬▬▬▬▬ ▬▬ ▬▬▬▬ ▬▬▬▬▬ ▬▬▬ ▬▬▬▬ ▬▬ ▬▬▬▬▬ ▬▬▬ ▬▬▬▬ ▬▬ ▬▬▬▬▬▬ — [3, 1657, 314, 1662]
section-text-line: ▬▬▬ ▬▬▬▬ ▬▬ ▬▬▬▬▬ ▬▬▬ ▬▬▬▬ ▬▬ ▬▬▬▬▬▬ ▬▬▬ ▬▬▬▬ ▬▬▬▬▬ ▬▬ ▬▬▬▬ ▬▬▬▬▬ ▬▬▬ ▬▬▬▬ ▬▬ ▬▬▬▬▬ ▬▬▬ ▬▬▬▬ ▬▬ ▬▬▬▬▬▬ — [3, 1118, 314, 1123]
section-text-line: ▬▬▬ ▬▬▬▬ ▬▬ ▬▬▬▬▬ ▬▬▬ ▬▬▬▬ ▬▬ ▬▬▬▬▬▬ ▬▬▬ ▬▬▬▬ ▬▬▬▬▬ ▬▬ ▬▬▬▬ ▬▬▬▬▬ ▬▬▬ ▬▬▬▬ ▬▬ ▬▬▬▬▬ ▬▬▬ ▬▬▬▬ ▬▬ ▬▬▬▬▬▬ — [3, 1907, 314, 1911]
section-text-line: ▬▬▬ ▬▬▬▬ ▬▬ ▬▬▬▬▬ ▬▬▬ ▬▬▬▬ ▬▬ ▬▬▬▬▬▬ ▬▬▬ ▬▬▬▬ ▬▬▬▬▬ ▬▬ ▬▬▬▬ ▬▬▬▬▬ ▬▬▬ ▬▬▬▬ ▬▬ ▬▬▬▬▬ ▬▬▬ ▬▬▬▬ ▬▬ ▬▬▬▬▬▬ — [3, 973, 314, 977]
section-text-line: ▬▬▬ ▬▬▬▬ ▬▬ ▬▬▬▬▬ ▬▬▬ ▬▬▬▬ ▬▬ ▬▬▬▬▬▬ ▬▬▬ ▬▬▬▬ ▬▬▬▬▬ ▬▬ ▬▬▬▬ ▬▬▬▬▬ ▬▬▬ ▬▬▬▬ ▬▬ ▬▬▬▬▬ ▬▬▬ ▬▬▬▬ ▬▬ ▬▬▬▬▬▬ — [3, 1070, 314, 1074]
section-text-line: ▬▬▬ ▬▬▬▬ ▬▬ ▬▬▬▬▬ ▬▬▬ ▬▬▬▬ ▬▬ ▬▬▬▬▬▬ ▬▬▬ ▬▬▬▬ ▬▬▬▬▬ ▬▬ ▬▬▬▬ ▬▬▬▬▬ ▬▬▬ ▬▬▬▬ ▬▬ ▬▬▬▬▬ ▬▬▬ ▬▬▬▬ ▬▬ ▬▬▬▬▬▬ — [3, 2127, 314, 2131]
intro-line: Složení přípravku: — [3, 12, 31, 16]
section-text-line: ▬▬▬ ▬▬▬▬ ▬▬ ▬▬▬▬▬ ▬▬▬ ▬▬▬▬ ▬▬ ▬▬▬▬▬▬ ▬▬▬ ▬▬▬▬ ▬▬▬▬▬ ▬▬ ▬▬▬▬ ▬▬▬▬▬ ▬▬▬ ▬▬▬▬ ▬▬ ▬▬▬▬▬ ▬▬▬ ▬▬▬▬ ▬▬ ▬▬▬▬▬▬ — [3, 775, 314, 779]
section-text-line: ▬▬▬ ▬▬▬▬ ▬▬ ▬▬▬▬▬ ▬▬▬ ▬▬▬▬ ▬▬ ▬▬▬▬▬▬ ▬▬▬ ▬▬▬▬ ▬▬▬▬▬ ▬▬ ▬▬▬▬ ▬▬▬▬▬ ▬▬▬ ▬▬▬▬ ▬▬ ▬▬▬▬▬ ▬▬▬ ▬▬▬▬ ▬▬ ▬▬▬▬▬▬ — [3, 317, 314, 321]
section-text-line: ▬▬▬ ▬▬▬▬ ▬▬ ▬▬▬▬▬ ▬▬▬ ▬▬▬▬ ▬▬ ▬▬▬▬▬▬ ▬▬▬ ▬▬▬▬ ▬▬▬▬▬ ▬▬ ▬▬▬▬ ▬▬▬▬▬ ▬▬▬ ▬▬▬▬ ▬▬ ▬▬▬▬▬ ▬▬▬ ▬▬▬▬ ▬▬ ▬▬▬▬▬▬ — [3, 1545, 314, 1549]
section-text-line: ▬▬▬ ▬▬▬▬ ▬▬ ▬▬▬▬▬ ▬▬▬ ▬▬▬▬ ▬▬ ▬▬▬▬▬▬ ▬▬▬ ▬▬▬▬ ▬▬▬▬▬ ▬▬ ▬▬▬▬ ▬▬▬▬▬ ▬▬▬ ▬▬▬▬ ▬▬ ▬▬▬▬▬ ▬▬▬ ▬▬▬▬ ▬▬ ▬▬▬▬▬▬ — [3, 1479, 314, 1483]
section-text-line: ▬▬▬ ▬▬▬▬ ▬▬ ▬▬▬▬▬ ▬▬▬ ▬▬▬▬ ▬▬ ▬▬▬▬▬▬ ▬▬▬ ▬▬▬▬ ▬▬▬▬▬ ▬▬ ▬▬▬▬ ▬▬▬▬▬ ▬▬▬ ▬▬▬▬ ▬▬ ▬▬▬▬▬ ▬▬▬ ▬▬▬▬ ▬▬ ▬▬▬▬▬▬ — [3, 165, 314, 169]
section-text-line: ▬▬▬ ▬▬▬▬ ▬▬ ▬▬▬▬▬ ▬▬▬ ▬▬▬▬ ▬▬ ▬▬▬▬▬▬ ▬▬▬ ▬▬▬▬ ▬▬▬▬▬ ▬▬ ▬▬▬▬ ▬▬▬▬▬ ▬▬▬ ▬▬▬▬ ▬▬ ▬▬▬▬▬ ▬▬▬ ▬▬▬▬ ▬▬ ▬▬▬▬▬▬ — [3, 815, 314, 819]
section-text-line: ▬▬▬ ▬▬▬▬ ▬▬ ▬▬▬▬▬ ▬▬▬ ▬▬▬▬ ▬▬ ▬▬▬▬▬▬ ▬▬▬ ▬▬▬▬ ▬▬▬▬▬ ▬▬ ▬▬▬▬ ▬▬▬▬▬ ▬▬▬ ▬▬▬▬ ▬▬ ▬▬▬▬▬ ▬▬▬ ▬▬▬▬ ▬▬ ▬▬▬▬▬▬ — [3, 1715, 314, 1719]
section-text-line: ▬▬▬ ▬▬▬▬ ▬▬ ▬▬▬▬▬ ▬▬▬ ▬▬▬▬ ▬▬ ▬▬▬▬▬▬ ▬▬▬ ▬▬▬▬ ▬▬▬▬▬ ▬▬ ▬▬▬▬ ▬▬▬▬▬ ▬▬▬ ▬▬▬▬ ▬▬ ▬▬▬▬▬ ▬▬▬ ▬▬▬▬ ▬▬ ▬▬▬▬▬▬ — [3, 1572, 314, 1576]
section-text-line: ▬▬▬ ▬▬▬▬ ▬▬ ▬▬▬▬▬ ▬▬▬ ▬▬▬▬ ▬▬ ▬▬▬▬▬▬ ▬▬▬ ▬▬▬▬ ▬▬▬▬▬ ▬▬ ▬▬▬▬ ▬▬▬▬▬ ▬▬▬ ▬▬▬▬ ▬▬ ▬▬▬▬▬ ▬▬▬ ▬▬▬▬ ▬▬ ▬▬▬▬▬▬ — [3, 1567, 314, 1571]
section-text-line: ▬▬▬ ▬▬▬▬ ▬▬ ▬▬▬▬▬ ▬▬▬ ▬▬▬▬ ▬▬ ▬▬▬▬▬▬ ▬▬▬ ▬▬▬▬ ▬▬▬▬▬ ▬▬ ▬▬▬▬ ▬▬▬▬▬ ▬▬▬ ▬▬▬▬ ▬▬ ▬▬▬▬▬ ▬▬▬ ▬▬▬▬ ▬▬ ▬▬▬▬▬▬ — [3, 1337, 314, 1341]
section-text-line: ▬▬▬ ▬▬▬▬ ▬▬ ▬▬▬▬▬ ▬▬▬ ▬▬▬▬ ▬▬ ▬▬▬▬▬▬ ▬▬▬ ▬▬▬▬ ▬▬▬▬▬ ▬▬ ▬▬▬▬ ▬▬▬▬▬ ▬▬▬ ▬▬▬▬ ▬▬ ▬▬▬▬▬ ▬▬▬ ▬▬▬▬ ▬▬ ▬▬▬▬▬▬ — [3, 629, 314, 633]
document-sections — [3, 57, 314, 2246]
section-heading: Farmakokinetické vlastnosti — [3, 1609, 49, 1613]
section-text-line: ▬▬▬ ▬▬▬▬ ▬▬ ▬▬▬▬▬ ▬▬▬ ▬▬▬▬ ▬▬ ▬▬▬▬▬▬ ▬▬▬ ▬▬▬▬ ▬▬▬▬▬ ▬▬ ▬▬▬▬ ▬▬▬▬▬ ▬▬▬ ▬▬▬▬ ▬▬ ▬▬▬▬▬ ▬▬▬ ▬▬▬▬ ▬▬ ▬▬▬▬▬▬ — [3, 990, 314, 994]
section-text-line: ▬▬▬ ▬▬▬▬ ▬▬ ▬▬▬▬▬ ▬▬▬ ▬▬▬▬ ▬▬ ▬▬▬▬▬▬ ▬▬▬ ▬▬▬▬ ▬▬▬▬▬ ▬▬ ▬▬▬▬ ▬▬▬▬▬ ▬▬▬ ▬▬▬▬ ▬▬ ▬▬▬▬▬ ▬▬▬ ▬▬▬▬ ▬▬ ▬▬▬▬▬▬ — [3, 2132, 314, 2136]
